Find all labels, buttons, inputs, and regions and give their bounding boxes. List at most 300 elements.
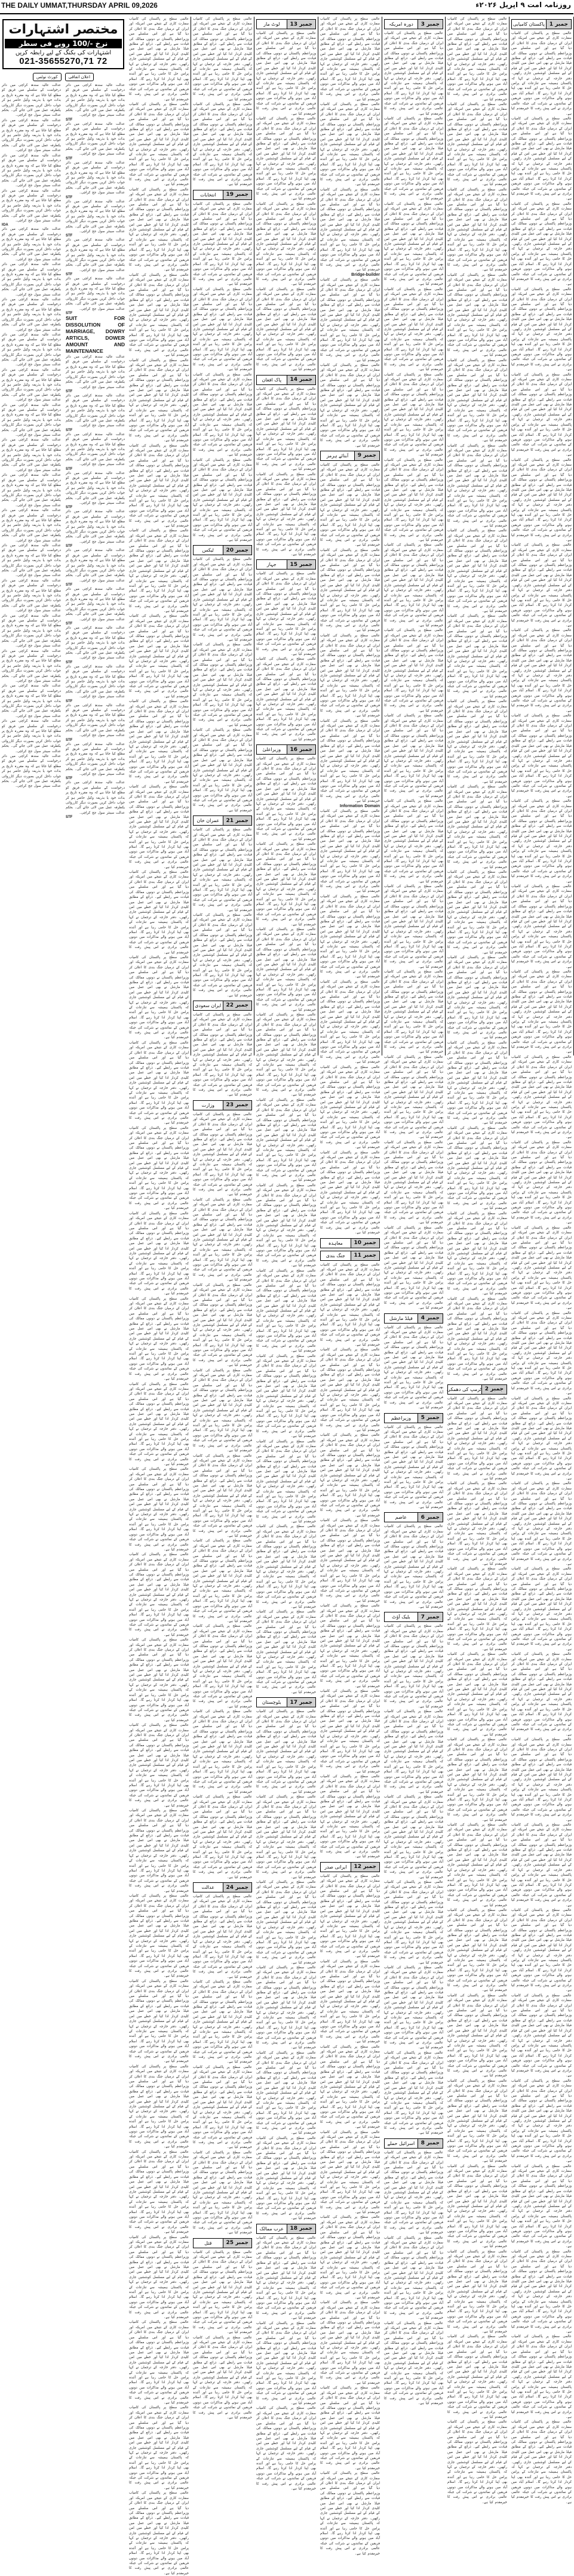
court-notice: عدالت عالیہ سندھ کراچی میں دائر درخواست کے سلسلے میں فریق کو مطلع کیا جاتا ہے کہ وہ مقررہ تاریخ پر بذات خود یا بذریعہ وکیل حاضر ہو کر جواب داخل کریں بصورت دیگر کارروائی یکطرفہ عمل میں لائی جائے گی۔ بحکم عدالت سینئر سول جج کراچی۔ [2,333,61,367]
court-notice: عدالت عالیہ سندھ کراچی میں دائر درخواست کے سلسلے میں فریق کو مطلع کیا جاتا ہے کہ وہ مقررہ تاریخ پر بذات خود یا بذریعہ وکیل حاضر ہو کر جواب داخل کریں بصورت دیگر کارروائی یکطرفہ عمل میں لائی جائے گی۔ بحکم عدالت سینئر سول جج کراچی۔ [2,438,61,472]
serial-label: لوٹ مار [263,21,280,27]
notice-signature: STF [66,621,73,626]
notice-signature: STF [66,273,73,277]
serial-number: جمبر 23 [223,1101,251,1110]
serial-number: جمبر 13 [287,20,315,29]
classified-ads-box [2,19,124,69]
article-text: عالمی سطح پر پاکستان کی کامیاب سفارت کاری کے نتیجے میں امریکہ اور ایران کے درمیان جنگ بندی کا اعلان کر دیا گیا ہے اور اس سلسلے میں وزیراعظم پاکستان نے دونوں ممالک کی قیادت سے رابطے کیے۔ ذرائع کے مطابق فیلڈ مارشل نے بھی اس عمل میں کلیدی کردار ادا کیا اور خطے میں امن کے قیام کے لیے مسلسل کوششیں جاری رکھیں۔ دفتر خارجہ کے ترجمان نے کہا کہ پاکستان ہمیشہ سے تنازعات کے پرامن حل کا حامی رہا ہے اور آئندہ بھی اپنا کردار ادا کرتا رہے گا۔ اسلام آباد میں ہونے والے مذاکرات میں دونوں فریقین کے نمائندوں نے شرکت کی جبکہ عالمی برادری نے اس پیش رفت کا خیرمقدم کیا ہے۔ [256,1269,316,1353]
notice-signature: STF [66,738,73,742]
article-text: عالمی سطح پر پاکستان کی کامیاب سفارت کاری کے نتیجے میں امریکہ اور ایران کے درمیان جنگ بندی کا اعلان کر دیا گیا ہے اور اس سلسلے میں وزیراعظم پاکستان نے دونوں ممالک کی قیادت سے رابطے کیے۔ ذرائع کے مطابق فیلڈ مارشل نے بھی اس عمل میں کلیدی کردار ادا کیا اور خطے میں امن کے قیام کے لیے مسلسل کوششیں جاری رکھیں۔ دفتر خارجہ کے ترجمان نے کہا کہ پاکستان ہمیشہ سے تنازعات کے پرامن حل کا حامی رہا ہے اور آئندہ بھی اپنا کردار ادا کرتا رہے گا۔ اسلام آباد میں ہونے والے مذاکرات میں دونوں فریقین کے نمائندوں نے شرکت کی جبکہ عالمی برادری نے اس پیش رفت کا خیرمقدم کیا ہے۔ [129,2150,189,2235]
serial-number: جمبر 4 [418,1314,443,1323]
article-text: عالمی سطح پر پاکستان کی کامیاب سفارت کاری کے نتیجے میں امریکہ اور ایران کے درمیان جنگ بندی کا اعلان کر دیا گیا ہے اور اس سلسلے میں وزیراعظم پاکستان نے دونوں ممالک کی قیادت سے رابطے کیے۔ ذرائع کے مطابق فیلڈ مارشل نے بھی اس عمل میں کلیدی کردار ادا کیا اور خطے میں امن کے قیام کے لیے مسلسل کوششیں جاری رکھیں۔ دفتر خارجہ کے ترجمان نے کہا کہ پاکستان ہمیشہ سے تنازعات کے پرامن حل کا حامی رہا ہے اور آئندہ بھی اپنا کردار ادا کرتا رہے گا۔ اسلام آباد میں ہونے والے مذاکرات میں دونوں فریقین کے نمائندوں نے شرکت کی جبکہ عالمی برادری نے اس پیش رفت کا خیرمقدم کیا ہے۔ [193,1012,252,1097]
article-text: عالمی سطح پر پاکستان کی کامیاب سفارت کاری کے نتیجے میں امریکہ اور ایران کے درمیان جنگ بندی کا اعلان کر دیا گیا ہے اور اس سلسلے میں وزیراعظم پاکستان نے دونوں ممالک کی قیادت سے رابطے کیے۔ ذرائع کے مطابق فیلڈ مارشل نے بھی اس عمل میں کلیدی کردار ادا کیا اور خطے میں امن کے قیام کے لیے مسلسل کوششیں جاری رکھیں۔ دفتر خارجہ کے ترجمان نے کہا کہ پاکستان ہمیشہ سے تنازعات کے پرامن حل کا حامی رہا ہے اور آئندہ بھی اپنا کردار ادا کرتا رہے گا۔ اسلام آباد میں ہونے والے مذاکرات میں دونوں فریقین کے نمائندوں نے شرکت کی جبکہ عالمی برادری نے اس پیش رفت کا خیرمقدم کیا ہے۔ [447,2420,507,2504]
notice-signature: STF [66,467,73,471]
article-text: عالمی سطح پر پاکستان کی کامیاب سفارت کاری کے نتیجے میں امریکہ اور ایران کے درمیان جنگ بندی کا اعلان کر دیا گیا ہے اور اس سلسلے میں وزیراعظم پاکستان نے دونوں ممالک کی قیادت سے رابطے کیے۔ ذرائع کے مطابق فیلڈ مارشل نے بھی اس عمل میں کلیدی کردار ادا کیا اور خطے میں امن کے قیام کے لیے مسلسل کوششیں جاری رکھیں۔ دفتر خارجہ کے ترجمان نے کہا کہ پاکستان ہمیشہ سے تنازعات کے پرامن حل کا حامی رہا ہے اور آئندہ بھی اپنا کردار ادا کرتا رہے گا۔ اسلام آباد میں ہونے والے مذاکرات میں دونوں فریقین کے نمائندوں نے شرکت کی جبکہ عالمی برادری نے اس پیش رفت کا خیرمقدم کیا ہے۔ [384,629,443,713]
notice-signature: STF [66,506,73,510]
serial-number: جمبر 1 [546,20,571,29]
article-text: عالمی سطح پر پاکستان کی کامیاب سفارت کاری کے نتیجے میں امریکہ اور ایران کے درمیان جنگ بندی کا اعلان کر دیا گیا ہے اور اس سلسلے میں وزیراعظم پاکستان نے دونوں ممالک کی قیادت سے رابطے کیے۔ ذرائع کے مطابق فیلڈ مارشل نے بھی اس عمل میں کلیدی کردار ادا کیا اور خطے میں امن کے قیام کے لیے مسلسل کوششیں جاری رکھیں۔ دفتر خارجہ کے ترجمان نے کہا کہ پاکستان ہمیشہ سے تنازعات کے پرامن حل کا حامی رہا ہے اور آئندہ بھی اپنا کردار ادا کرتا رہے گا۔ اسلام آباد میں ہونے والے مذاکرات میں دونوں فریقین کے نمائندوں نے شرکت کی جبکہ عالمی برادری نے اس پیش رفت کا خیرمقدم کیا ہے۔ [384,32,443,116]
article-text: عالمی سطح پر پاکستان کی کامیاب سفارت کاری کے نتیجے میں امریکہ اور ایران کے درمیان جنگ بندی کا اعلان کر دیا گیا ہے اور اس سلسلے میں وزیراعظم پاکستان نے دونوں ممالک کی قیادت سے رابطے کیے۔ ذرائع کے مطابق فیلڈ مارشل نے بھی اس عمل میں کلیدی کردار ادا کیا اور خطے میں امن کے قیام کے لیے مسلسل کوششیں جاری رکھیں۔ دفتر خارجہ کے ترجمان نے کہا کہ پاکستان ہمیشہ سے تنازعات کے پرامن حل کا حامی رہا ہے اور آئندہ بھی اپنا کردار ادا کرتا رہے گا۔ اسلام آباد میں ہونے والے مذاکرات میں دونوں فریقین کے نمائندوں نے شرکت کی جبکہ عالمی برادری نے اس پیش رفت کا خیرمقدم کیا ہے۔ [256,1098,316,1183]
serial-label: انتخابات [199,192,216,198]
court-notice: عدالت عالیہ سندھ کراچی میں دائر درخواست کے سلسلے میں فریق کو مطلع کیا جاتا ہے کہ وہ مقررہ تاریخ پر بذات خود یا بذریعہ وکیل حاضر ہو کر جواب داخل کریں بصورت دیگر کارروائی یکطرفہ عمل میں لائی جائے گی۔ بحکم عدالت سینئر سول جج کراچی۔ [2,189,61,223]
classified-title: مختصر اشتہارات [8,22,118,37]
article-text: عالمی سطح پر پاکستان کی کامیاب سفارت کاری کے نتیجے میں امریکہ اور ایران کے درمیان جنگ بندی کا اعلان کر دیا گیا ہے اور اس سلسلے میں وزیراعظم پاکستان نے دونوں ممالک کی قیادت سے رابطے کیے۔ ذرائع کے مطابق فیلڈ مارشل نے بھی اس عمل میں کلیدی کردار ادا کیا اور خطے میں امن کے قیام کے لیے مسلسل کوششیں جاری رکھیں۔ دفتر خارجہ کے ترجمان نے کہا کہ پاکستان ہمیشہ سے تنازعات کے پرامن حل کا حامی رہا ہے اور آئندہ بھی اپنا کردار ادا کرتا رہے گا۔ اسلام آباد میں ہونے والے مذاکرات میں دونوں فریقین کے نمائندوں نے شرکت کی جبکہ عالمی برادری نے اس پیش رفت کا خیرمقدم کیا ہے۔ [256,757,316,841]
column-8 [0,17,127,1055]
article-text: عالمی سطح پر پاکستان کی کامیاب سفارت کاری کے نتیجے میں امریکہ اور ایران کے درمیان جنگ بندی کا اعلان کر دیا گیا ہے اور اس سلسلے میں وزیراعظم پاکستان نے دونوں ممالک کی قیادت سے رابطے کیے۔ ذرائع کے مطابق فیلڈ مارشل نے بھی اس عمل میں کلیدی کردار ادا کیا اور خطے میں امن کے قیام کے لیے مسلسل کوششیں جاری رکھیں۔ دفتر خارجہ کے ترجمان نے کہا کہ پاکستان ہمیشہ سے تنازعات کے پرامن حل کا حامی رہا ہے اور آئندہ بھی اپنا کردار ادا کرتا رہے گا۔ اسلام آباد میں ہونے والے مذاکرات میں دونوں فریقین کے نمائندوں نے شرکت کی جبکہ عالمی برادری نے اس پیش رفت کا خیرمقدم کیا ہے۔ [511,799,572,884]
article-text: عالمی سطح پر پاکستان کی کامیاب سفارت کاری کے نتیجے میں امریکہ اور ایران کے درمیان جنگ بندی کا اعلان کر دیا گیا ہے اور اس سلسلے میں وزیراعظم پاکستان نے دونوں ممالک کی قیادت سے رابطے کیے۔ ذرائع کے مطابق فیلڈ مارشل نے بھی اس عمل میں کلیدی کردار ادا کیا اور خطے میں امن کے قیام کے لیے مسلسل کوششیں جاری رکھیں۔ دفتر خارجہ کے ترجمان نے کہا کہ پاکستان ہمیشہ سے تنازعات کے پرامن حل کا حامی رہا ہے اور آئندہ بھی اپنا کردار ادا کرتا رہے گا۔ اسلام آباد میں ہونے والے مذاکرات میں دونوں فریقین کے نمائندوں نے شرکت کی جبکہ عالمی برادری نے اس پیش رفت کا خیرمقدم کیا ہے۔ [320,364,380,448]
article-text: عالمی سطح پر پاکستان کی کامیاب سفارت کاری کے نتیجے میں امریکہ اور ایران کے درمیان جنگ بندی کا اعلان کر دیا گیا ہے اور اس سلسلے میں وزیراعظم پاکستان نے دونوں ممالک کی قیادت سے رابطے کیے۔ ذرائع کے مطابق فیلڈ مارشل نے بھی اس عمل میں کلیدی کردار ادا کیا اور خطے میں امن کے قیام کے لیے مسلسل کوششیں جاری رکھیں۔ دفتر خارجہ کے ترجمان نے کہا کہ پاکستان ہمیشہ سے تنازعات کے پرامن حل کا حامی رہا ہے اور آئندہ بھی اپنا کردار ادا کرتا رہے گا۔ اسلام آباد میں ہونے والے مذاکرات میں دونوں فریقین کے نمائندوں نے شرکت کی جبکہ عالمی برادری نے اس پیش رفت کا خیرمقدم کیا ہے۔ [193,728,252,812]
article-text: عالمی سطح پر پاکستان کی کامیاب سفارت کاری کے نتیجے میں امریکہ اور ایران کے درمیان جنگ بندی کا اعلان کر دیا گیا ہے اور اس سلسلے میں وزیراعظم پاکستان نے دونوں ممالک کی قیادت سے رابطے کیے۔ ذرائع کے مطابق فیلڈ مارشل نے بھی اس عمل میں کلیدی کردار ادا کیا اور خطے میں امن کے قیام کے لیے مسلسل کوششیں جاری رکھیں۔ دفتر خارجہ کے ترجمان نے کہا کہ پاکستان ہمیشہ سے تنازعات کے پرامن حل کا حامی رہا ہے اور آئندہ بھی اپنا کردار ادا کرتا رہے گا۔ اسلام آباد میں ہونے والے مذاکرات میں دونوں فریقین کے نمائندوں نے شرکت کی جبکہ عالمی برادری نے اس پیش رفت کا خیرمقدم کیا ہے۔ [129,1467,189,1552]
court-notice: عدالت عالیہ سندھ کراچی میں دائر درخواست کے سلسلے میں فریق کو مطلع کیا جاتا ہے کہ وہ مقررہ تاریخ پر بذات خود یا بذریعہ وکیل حاضر ہو کر جواب داخل کریں بصورت دیگر کارروائی یکطرفہ عمل میں لائی جائے گی۔ بحکم عدالت سینئر سول جج کراچی۔ [2,649,61,683]
serial-number: جمبر 9 [354,451,379,460]
court-notice: عدالت عالیہ سندھ کراچی میں دائر درخواست کے سلسلے میں فریق کو مطلع کیا جاتا ہے کہ وہ مقررہ تاریخ پر بذات خود یا بذریعہ وکیل حاضر ہو کر جواب داخل کریں بصورت دیگر کارروائی یکطرفہ عمل میں لائی جائے گی۔ بحکم عدالت سینئر سول جج کراچی۔ [66,587,125,621]
serial-label: ایرانی صدر [324,1864,347,1870]
article-text: عالمی سطح پر پاکستان کی کامیاب سفارت کاری کے نتیجے میں امریکہ اور ایران کے درمیان جنگ بندی کا اعلان کر دیا گیا ہے اور اس سلسلے میں وزیراعظم پاکستان نے دونوں ممالک کی قیادت سے رابطے کیے۔ ذرائع کے مطابق فیلڈ مارشل نے بھی اس عمل میں کلیدی کردار ادا کیا اور خطے میں امن کے قیام کے لیے مسلسل کوششیں جاری رکھیں۔ دفتر خارجہ کے ترجمان نے کہا کہ پاکستان ہمیشہ سے تنازعات کے پرامن حل کا حامی رہا ہے اور آئندہ بھی اپنا کردار ادا کرتا رہے گا۔ اسلام آباد میں ہونے والے مذاکرات میں دونوں فریقین کے نمائندوں نے شرکت کی جبکہ عالمی برادری نے اس پیش رفت کا خیرمقدم کیا ہے۔ [129,1211,189,1296]
article-text: عالمی سطح پر پاکستان کی کامیاب سفارت کاری کے نتیجے میں امریکہ اور ایران کے درمیان جنگ بندی کا اعلان کر دیا گیا ہے اور اس سلسلے میں وزیراعظم پاکستان نے دونوں ممالک کی قیادت سے رابطے کیے۔ ذرائع کے مطابق فیلڈ مارشل نے بھی اس عمل میں کلیدی کردار ادا کیا اور خطے میں امن کے قیام کے لیے مسلسل کوششیں جاری رکھیں۔ دفتر خارجہ کے ترجمان نے کہا کہ پاکستان ہمیشہ سے تنازعات کے پرامن حل کا حامی رہا ہے اور آئندہ بھی اپنا کردار ادا کرتا رہے گا۔ اسلام آباد میں ہونے والے مذاکرات میں دونوں فریقین کے نمائندوں نے شرکت کی جبکہ عالمی برادری نے اس پیش رفت کا خیرمقدم کیا ہے۔ [320,1065,380,1150]
article-text: عالمی سطح پر پاکستان کی کامیاب سفارت کاری کے نتیجے میں امریکہ اور ایران کے درمیان جنگ بندی کا اعلان کر دیا گیا ہے اور اس سلسلے میں وزیراعظم پاکستان نے دونوں ممالک کی قیادت سے رابطے کیے۔ ذرائع کے مطابق فیلڈ مارشل نے بھی اس عمل میں کلیدی کردار ادا کیا اور خطے میں امن کے قیام کے لیے مسلسل کوششیں جاری رکھیں۔ دفتر خارجہ کے ترجمان نے کہا کہ پاکستان ہمیشہ سے تنازعات کے پرامن حل کا حامی رہا ہے اور آئندہ بھی اپنا کردار ادا کرتا رہے گا۔ اسلام آباد میں ہونے والے مذاکرات میں دونوں فریقین کے نمائندوں نے شرکت کی جبکہ عالمی برادری نے اس پیش رفت کا خیرمقدم کیا ہے۔ [447,358,507,443]
notice-signature: STF [66,815,73,820]
serial-heading [384,2138,443,2149]
article-text: عالمی سطح پر پاکستان کی کامیاب سفارت کاری کے نتیجے میں امریکہ اور ایران کے درمیان جنگ بندی کا اعلان کر دیا گیا ہے اور اس سلسلے میں وزیراعظم پاکستان نے دونوں ممالک کی قیادت سے رابطے کیے۔ ذرائع کے مطابق فیلڈ مارشل نے بھی اس عمل میں کلیدی کردار ادا کیا اور خطے میں امن کے قیام کے لیے مسلسل کوششیں جاری رکھیں۔ دفتر خارجہ کے ترجمان نے کہا کہ پاکستان ہمیشہ سے تنازعات کے پرامن حل کا حامی رہا ہے اور آئندہ بھی اپنا کردار ادا کرتا رہے گا۔ اسلام آباد میں ہونے والے مذاکرات میں دونوں فریقین کے نمائندوں نے شرکت کی جبکہ عالمی برادری نے اس پیش رفت کا خیرمقدم کیا ہے۔ [447,1908,507,1993]
court-notice: عدالت عالیہ سندھ کراچی میں دائر درخواست کے سلسلے میں فریق کو مطلع کیا جاتا ہے کہ وہ مقررہ تاریخ پر بذات خود یا بذریعہ وکیل حاضر ہو کر جواب داخل کریں بصورت دیگر کارروائی یکطرفہ عمل میں لائی جائے گی۔ بحکم عدالت سینئر سول جج کراچی۔ [66,122,125,156]
article-text: عالمی سطح پر پاکستان کی کامیاب سفارت کاری کے نتیجے میں امریکہ اور ایران کے درمیان جنگ بندی کا اعلان کر دیا گیا ہے اور اس سلسلے میں وزیراعظم پاکستان نے دونوں ممالک کی قیادت سے رابطے کیے۔ ذرائع کے مطابق فیلڈ مارشل نے بھی اس عمل میں کلیدی کردار ادا کیا اور خطے میں امن کے قیام کے لیے مسلسل کوششیں جاری رکھیں۔ دفتر خارجہ کے ترجمان نے کہا کہ پاکستان ہمیشہ سے تنازعات کے پرامن حل کا حامی رہا ہے اور آئندہ بھی اپنا کردار ادا کرتا رہے گا۔ اسلام آباد میں ہونے والے مذاکرات میں دونوں فریقین کے نمائندوں نے شرکت کی جبکہ عالمی برادری نے اس پیش رفت کا خیرمقدم کیا ہے۔ [256,2406,316,2491]
serial-number: جمبر 7 [418,1612,443,1621]
article-text: عالمی سطح پر پاکستان کی کامیاب سفارت کاری کے نتیجے میں امریکہ اور ایران کے درمیان جنگ بندی کا اعلان کر دیا گیا ہے اور اس سلسلے میں وزیراعظم پاکستان نے دونوں ممالک کی قیادت سے رابطے کیے۔ ذرائع کے مطابق فیلڈ مارشل نے بھی اس عمل میں کلیدی کردار ادا کیا اور خطے میں امن کے قیام کے لیے مسلسل کوششیں جاری رکھیں۔ دفتر خارجہ کے ترجمان نے کہا کہ پاکستان ہمیشہ سے تنازعات کے پرامن حل کا حامی رہا ہے اور آئندہ بھی اپنا کردار ادا کرتا رہے گا۔ اسلام آباد میں ہونے والے مذاکرات میں دونوں فریقین کے نمائندوں نے شرکت کی جبکہ عالمی برادری نے اس پیش رفت کا خیرمقدم کیا ہے۔ [256,2136,316,2221]
article-text: عالمی سطح پر پاکستان کی کامیاب سفارت کاری کے نتیجے میں امریکہ اور ایران کے درمیان جنگ بندی کا اعلان کر دیا گیا ہے اور اس سلسلے میں وزیراعظم پاکستان نے دونوں ممالک کی قیادت سے رابطے کیے۔ ذرائع کے مطابق فیلڈ مارشل نے بھی اس عمل میں کلیدی کردار ادا کیا اور خطے میں امن کے قیام کے لیے مسلسل کوششیں جاری رکھیں۔ دفتر خارجہ کے ترجمان نے کہا کہ پاکستان ہمیشہ سے تنازعات کے پرامن حل کا حامی رہا ہے اور آئندہ بھی اپنا کردار ادا کرتا رہے گا۔ اسلام آباد میں ہونے والے مذاکرات میں دونوں فریقین کے نمائندوں نے شرکت کی جبکہ عالمی برادری نے اس پیش رفت کا خیرمقدم کیا ہے۔ [320,980,380,1064]
article-text: عالمی سطح پر پاکستان کی کامیاب سفارت کاری کے نتیجے میں امریکہ اور ایران کے درمیان جنگ بندی کا اعلان کر دیا گیا ہے اور اس سلسلے میں وزیراعظم پاکستان نے دونوں ممالک کی قیادت سے رابطے کیے۔ ذرائع کے مطابق فیلڈ مارشل نے بھی اس عمل میں کلیدی کردار ادا کیا اور خطے میں امن کے قیام کے لیے مسلسل کوششیں جاری رکھیں۔ دفتر خارجہ کے ترجمان نے کہا کہ پاکستان ہمیشہ سے تنازعات کے پرامن حل کا حامی رہا ہے اور آئندہ بھی اپنا کردار ادا کرتا رہے گا۔ اسلام آباد میں ہونے والے مذاکرات میں دونوں فریقین کے نمائندوں نے شرکت کی جبکہ عالمی برادری نے اس پیش رفت کا خیرمقدم کیا ہے۔ [384,2051,443,2135]
article-text: عالمی سطح پر پاکستان کی کامیاب سفارت کاری کے نتیجے میں امریکہ اور ایران کے درمیان جنگ بندی کا اعلان کر دیا گیا ہے اور اس سلسلے میں وزیراعظم پاکستان نے دونوں ممالک کی قیادت سے رابطے کیے۔ ذرائع کے مطابق فیلڈ مارشل نے بھی اس عمل میں کلیدی کردار ادا کیا اور خطے میں امن کے قیام کے لیے مسلسل کوششیں جاری رکھیں۔ دفتر خارجہ کے ترجمان نے کہا کہ پاکستان ہمیشہ سے تنازعات کے پرامن حل کا حامی رہا ہے اور آئندہ بھی اپنا کردار ادا کرتا رہے گا۔ اسلام آباد میں ہونے والے مذاکرات میں دونوں فریقین کے نمائندوں نے شرکت کی جبکہ عالمی برادری نے اس پیش رفت کا خیرمقدم کیا ہے۔ [193,373,252,457]
notice-signature: STF [66,389,73,393]
article-text: عالمی سطح پر پاکستان کی کامیاب سفارت کاری کے نتیجے میں امریکہ اور ایران کے درمیان جنگ بندی کا اعلان کر دیا گیا ہے اور اس سلسلے میں وزیراعظم پاکستان نے دونوں ممالک کی قیادت سے رابطے کیے۔ ذرائع کے مطابق فیلڈ مارشل نے بھی اس عمل میں کلیدی کردار ادا کیا اور خطے میں امن کے قیام کے لیے مسلسل کوششیں جاری رکھیں۔ دفتر خارجہ کے ترجمان نے کہا کہ پاکستان ہمیشہ سے تنازعات کے پرامن حل کا حامی رہا ہے اور آئندہ بھی اپنا کردار ادا کرتا رہے گا۔ اسلام آباد میں ہونے والے مذاکرات میں دونوں فریقین کے نمائندوں نے شرکت کی جبکہ عالمی برادری نے اس پیش رفت کا خیرمقدم کیا ہے۔ [447,187,507,272]
serial-number: جمبر 20 [223,546,251,555]
article-text: عالمی سطح پر پاکستان کی کامیاب سفارت کاری کے نتیجے میں امریکہ اور ایران کے درمیان جنگ بندی کا اعلان کر دیا گیا ہے اور اس سلسلے میں وزیراعظم پاکستان نے دونوں ممالک کی قیادت سے رابطے کیے۔ ذرائع کے مطابق فیلڈ مارشل نے بھی اس عمل میں کلیدی کردار ادا کیا اور خطے میں امن کے قیام کے لیے مسلسل کوششیں جاری رکھیں۔ دفتر خارجہ کے ترجمان نے کہا کہ پاکستان ہمیشہ سے تنازعات کے پرامن حل کا حامی رہا ہے اور آئندہ بھی اپنا کردار ادا کرتا رہے گا۔ اسلام آباد میں ہونے والے مذاکرات میں دونوں فریقین کے نمائندوں نے شرکت کی جبکہ عالمی برادری نے اس پیش رفت کا خیرمقدم کیا ہے۔ [447,17,507,101]
article-text: عالمی سطح پر پاکستان کی کامیاب سفارت کاری کے نتیجے میں امریکہ اور ایران کے درمیان جنگ بندی کا اعلان کر دیا گیا ہے اور اس سلسلے میں وزیراعظم پاکستان نے دونوں ممالک کی قیادت سے رابطے کیے۔ ذرائع کے مطابق فیلڈ مارشل نے بھی اس عمل میں کلیدی کردار ادا کیا اور خطے میں امن کے قیام کے لیے مسلسل کوششیں جاری رکھیں۔ دفتر خارجہ کے ترجمان نے کہا کہ پاکستان ہمیشہ سے تنازعات کے پرامن حل کا حامی رہا ہے اور آئندہ بھی اپنا کردار ادا کرتا رہے گا۔ اسلام آباد میں ہونے والے مذاکرات میں دونوں فریقین کے نمائندوں نے شرکت کی جبکہ عالمی برادری نے اس پیش رفت کا خیرمقدم کیا ہے۔ [320,2472,380,2556]
bridge-builder-note: Bridge-builder [351,272,380,277]
court-notice: عدالت عالیہ سندھ کراچی میں دائر درخواست کے سلسلے میں فریق کو مطلع کیا جاتا ہے کہ وہ مقررہ تاریخ پر بذات خود یا بذریعہ وکیل حاضر ہو کر جواب داخل کریں بصورت دیگر کارروائی یکطرفہ عمل میں لائی جائے گی۔ بحکم عدالت سینئر سول جج کراچی۔ [2,755,61,789]
court-notice: عدالت عالیہ سندھ کراچی میں دائر درخواست کے سلسلے میں فریق کو مطلع کیا جاتا ہے کہ وہ مقررہ تاریخ پر بذات خود یا بذریعہ وکیل حاضر ہو کر جواب داخل کریں بصورت دیگر کارروائی یکطرفہ عمل میں لائی جائے گی۔ بحکم عدالت سینئر سول جج کراچی۔ [66,355,125,389]
serial-number: جمبر 10 [351,1239,379,1248]
serial-label: پاکستان کامیابی [512,21,545,27]
article-text: عالمی سطح پر پاکستان کی کامیاب سفارت کاری کے نتیجے میں امریکہ اور ایران کے درمیان جنگ بندی کا اعلان کر دیا گیا ہے اور اس سلسلے میں وزیراعظم پاکستان نے دونوں ممالک کی قیادت سے رابطے کیے۔ ذرائع کے مطابق فیلڈ مارشل نے بھی اس عمل میں کلیدی کردار ادا کیا اور خطے میں امن کے قیام کے لیے مسلسل کوششیں جاری رکھیں۔ دفتر خارجہ کے ترجمان نے کہا کہ پاکستان ہمیشہ سے تنازعات کے پرامن حل کا حامی رہا ہے اور آئندہ بھی اپنا کردار ادا کرتا رہے گا۔ اسلام آباد میں ہونے والے مذاکرات میں دونوں فریقین کے نمائندوں نے شرکت کی جبکہ عالمی برادری نے اس پیش رفت کا خیرمقدم کیا ہے۔ [511,1908,572,1993]
notice-stamp: کورٹ نوٹس [33,73,62,81]
article-text: عالمی سطح پر پاکستان کی کامیاب سفارت کاری کے نتیجے میں امریکہ اور ایران کے درمیان جنگ بندی کا اعلان کر دیا گیا ہے اور اس سلسلے میں وزیراعظم پاکستان نے دونوں ممالک کی قیادت سے رابطے کیے۔ ذرائع کے مطابق فیلڈ مارشل نے بھی اس عمل میں کلیدی کردار ادا کیا اور خطے میں امن کے قیام کے لیے مسلسل کوششیں جاری رکھیں۔ دفتر خارجہ کے ترجمان نے کہا کہ پاکستان ہمیشہ سے تنازعات کے پرامن حل کا حامی رہا ہے اور آئندہ بھی اپنا کردار ادا کرتا رہے گا۔ اسلام آباد میں ہونے والے مذاکرات میں دونوں فریقین کے نمائندوں نے شرکت کی جبکہ عالمی برادری نے اس پیش رفت کا خیرمقدم کیا ہے۔ [320,1150,380,1235]
article-text: عالمی سطح پر پاکستان کی کامیاب سفارت کاری کے نتیجے میں امریکہ اور ایران کے درمیان جنگ بندی کا اعلان کر دیا گیا ہے اور اس سلسلے میں وزیراعظم پاکستان نے دونوں ممالک کی قیادت سے رابطے کیے۔ ذرائع کے مطابق فیلڈ مارشل نے بھی اس عمل میں کلیدی کردار ادا کیا اور خطے میں امن کے قیام کے لیے مسلسل کوششیں جاری رکھیں۔ دفتر خارجہ کے ترجمان نے کہا کہ پاکستان ہمیشہ سے تنازعات کے پرامن حل کا حامی رہا ہے اور آئندہ بھی اپنا کردار ادا کرتا رہے گا۔ اسلام آباد میں ہونے والے مذاکرات میں دونوں فریقین کے نمائندوں نے شرکت کی جبکہ عالمی برادری نے اس پیش رفت کا خیرمقدم کیا ہے۔ [129,273,189,358]
article-text: عالمی سطح پر پاکستان کی کامیاب سفارت کاری کے نتیجے میں امریکہ اور ایران کے درمیان جنگ بندی کا اعلان کر دیا گیا ہے اور اس سلسلے میں وزیراعظم پاکستان نے دونوں ممالک کی قیادت سے رابطے کیے۔ ذرائع کے مطابق فیلڈ مارشل نے بھی اس عمل میں کلیدی کردار ادا کیا اور خطے میں امن کے قیام کے لیے مسلسل کوششیں جاری رکھیں۔ دفتر خارجہ کے ترجمان نے کہا کہ پاکستان ہمیشہ سے تنازعات کے پرامن حل کا حامی رہا ہے اور آئندہ بھی اپنا کردار ادا کرتا رہے گا۔ اسلام آباد میں ہونے والے مذاکرات میں دونوں فریقین کے نمائندوں نے شرکت کی جبکہ عالمی برادری نے اس پیش رفت کا خیرمقدم کیا ہے۔ [320,463,380,547]
article-text: عالمی سطح پر پاکستان کی کامیاب سفارت کاری کے نتیجے میں امریکہ اور ایران کے درمیان جنگ بندی کا اعلان کر دیا گیا ہے اور اس سلسلے میں وزیراعظم پاکستان نے دونوں ممالک کی قیادت سے رابطے کیے۔ ذرائع کے مطابق فیلڈ مارشل نے بھی اس عمل میں کلیدی کردار ادا کیا اور خطے میں امن کے قیام کے لیے مسلسل کوششیں جاری رکھیں۔ دفتر خارجہ کے ترجمان نے کہا کہ پاکستان ہمیشہ سے تنازعات کے پرامن حل کا حامی رہا ہے اور آئندہ بھی اپنا کردار ادا کرتا رہے گا۔ اسلام آباد میں ہونے والے مذاکرات میں دونوں فریقین کے نمائندوں نے شرکت کی جبکہ عالمی برادری نے اس پیش رفت کا خیرمقدم کیا ہے۔ [320,1519,380,1603]
article-text: عالمی سطح پر پاکستان کی کامیاب سفارت کاری کے نتیجے میں امریکہ اور ایران کے درمیان جنگ بندی کا اعلان کر دیا گیا ہے اور اس سلسلے میں وزیراعظم پاکستان نے دونوں ممالک کی قیادت سے رابطے کیے۔ ذرائع کے مطابق فیلڈ مارشل نے بھی اس عمل میں کلیدی کردار ادا کیا اور خطے میں امن کے قیام کے لیے مسلسل کوششیں جاری رکھیں۔ دفتر خارجہ کے ترجمان نے کہا کہ پاکستان ہمیشہ سے تنازعات کے پرامن حل کا حامی رہا ہے اور آئندہ بھی اپنا کردار ادا کرتا رہے گا۔ اسلام آباد میں ہونے والے مذاکرات میں دونوں فریقین کے نمائندوں نے شرکت کی جبکہ عالمی برادری نے اس پیش رفت کا خیرمقدم کیا ہے۔ [447,2164,507,2249]
article-text: عالمی سطح پر پاکستان کی کامیاب سفارت کاری کے نتیجے میں امریکہ اور ایران کے درمیان جنگ بندی کا اعلان کر دیا گیا ہے اور اس سلسلے میں وزیراعظم پاکستان نے دونوں ممالک کی قیادت سے رابطے کیے۔ ذرائع کے مطابق فیلڈ مارشل نے بھی اس عمل میں کلیدی کردار ادا کیا اور خطے میں امن کے قیام کے لیے مسلسل کوششیں جاری رکھیں۔ دفتر خارجہ کے ترجمان نے کہا کہ پاکستان ہمیشہ سے تنازعات کے پرامن حل کا حامی رہا ہے اور آئندہ بھی اپنا کردار ادا کرتا رہے گا۔ اسلام آباد میں ہونے والے مذاکرات میں دونوں فریقین کے نمائندوں نے شرکت کی جبکہ عالمی برادری نے اس پیش رفت کا خیرمقدم کیا ہے۔ [447,1567,507,1651]
serial-heading [320,1251,380,1261]
serial-label: عاصم [395,1515,407,1521]
column-5 [254,17,318,2491]
masthead-urdu: روزنامہ امت ۹ اپریل ۲۰۲۶ء [475,1,571,9]
article-text: عالمی سطح پر پاکستان کی کامیاب سفارت کاری کے نتیجے میں امریکہ اور ایران کے درمیان جنگ بندی کا اعلان کر دیا گیا ہے اور اس سلسلے میں وزیراعظم پاکستان نے دونوں ممالک کی قیادت سے رابطے کیے۔ ذرائع کے مطابق فیلڈ مارشل نے بھی اس عمل میں کلیدی کردار ادا کیا اور خطے میں امن کے قیام کے لیے مسلسل کوششیں جاری رکھیں۔ دفتر خارجہ کے ترجمان نے کہا کہ پاکستان ہمیشہ سے تنازعات کے پرامن حل کا حامی رہا ہے اور آئندہ بھی اپنا کردار ادا کرتا رہے گا۔ اسلام آباد میں ہونے والے مذاکرات میں دونوں فریقین کے نمائندوں نے شرکت کی جبکہ عالمی برادری نے اس پیش رفت کا خیرمقدم کیا ہے۔ [256,2321,316,2406]
article-text: عالمی سطح پر پاکستان کی کامیاب سفارت کاری کے نتیجے میں امریکہ اور ایران کے درمیان جنگ بندی کا اعلان کر دیا گیا ہے اور اس سلسلے میں وزیراعظم پاکستان نے دونوں ممالک کی قیادت سے رابطے کیے۔ ذرائع کے مطابق فیلڈ مارشل نے بھی اس عمل میں کلیدی کردار ادا کیا اور خطے میں امن کے قیام کے لیے مسلسل کوششیں جاری رکھیں۔ دفتر خارجہ کے ترجمان نے کہا کہ پاکستان ہمیشہ سے تنازعات کے پرامن حل کا حامی رہا ہے اور آئندہ بھی اپنا کردار ادا کرتا رہے گا۔ اسلام آباد میں ہونے والے مذاکرات میں دونوں فریقین کے نمائندوں نے شرکت کی جبکہ عالمی برادری نے اس پیش رفت کا خیرمقدم کیا ہے۔ [320,809,380,894]
article-text: عالمی سطح پر پاکستان کی کامیاب سفارت کاری کے نتیجے میں امریکہ اور ایران کے درمیان جنگ بندی کا اعلان کر دیا گیا ہے اور اس سلسلے میں وزیراعظم پاکستان نے دونوں ممالک کی قیادت سے رابطے کیے۔ ذرائع کے مطابق فیلڈ مارشل نے بھی اس عمل میں کلیدی کردار ادا کیا اور خطے میں امن کے قیام کے لیے مسلسل کوششیں جاری رکھیں۔ دفتر خارجہ کے ترجمان نے کہا کہ پاکستان ہمیشہ سے تنازعات کے پرامن حل کا حامی رہا ہے اور آئندہ بھی اپنا کردار ادا کرتا رہے گا۔ اسلام آباد میں ہونے والے مذاکرات میں دونوں فریقین کے نمائندوں نے شرکت کی جبکہ عالمی برادری نے اس پیش رفت کا خیرمقدم کیا ہے۔ [193,1368,252,1453]
serial-heading [193,1100,252,1110]
suit-notice-english: SUIT FOR DISSOLUTION OF MARRIAGE, DOWRY ARTICLS, DOWER AMOUNT AND MAINTENANCE [66,315,125,355]
article-text: عالمی سطح پر پاکستان کی کامیاب سفارت کاری کے نتیجے میں امریکہ اور ایران کے درمیان جنگ بندی کا اعلان کر دیا گیا ہے اور اس سلسلے میں وزیراعظم پاکستان نے دونوں ممالک کی قیادت سے رابطے کیے۔ ذرائع کے مطابق فیلڈ مارشل نے بھی اس عمل میں کلیدی کردار ادا کیا اور خطے میں امن کے قیام کے لیے مسلسل کوششیں جاری رکھیں۔ دفتر خارجہ کے ترجمان نے کہا کہ پاکستان ہمیشہ سے تنازعات کے پرامن حل کا حامی رہا ہے اور آئندہ بھی اپنا کردار ادا کرتا رہے گا۔ اسلام آباد میں ہونے والے مذاکرات میں دونوں فریقین کے نمائندوں نے شرکت کی جبکہ عالمی برادری نے اس پیش رفت کا خیرمقدم کیا ہے۔ [384,1881,443,1965]
article-text: عالمی سطح پر پاکستان کی کامیاب سفارت کاری کے نتیجے میں امریکہ اور ایران کے درمیان جنگ بندی کا اعلان کر دیا گیا ہے اور اس سلسلے میں وزیراعظم پاکستان نے دونوں ممالک کی قیادت سے رابطے کیے۔ ذرائع کے مطابق فیلڈ مارشل نے بھی اس عمل میں کلیدی کردار ادا کیا اور خطے میں امن کے قیام کے لیے مسلسل کوششیں جاری رکھیں۔ دفتر خارجہ کے ترجمان نے کہا کہ پاکستان ہمیشہ سے تنازعات کے پرامن حل کا حامی رہا ہے اور آئندہ بھی اپنا کردار ادا کرتا رہے گا۔ اسلام آباد میں ہونے والے مذاکرات میں دونوں فریقین کے نمائندوں نے شرکت کی جبکہ عالمی برادری نے اس پیش رفت کا خیرمقدم کیا ہے۔ [256,32,316,116]
article-text: عالمی سطح پر پاکستان کی کامیاب سفارت کاری کے نتیجے میں امریکہ اور ایران کے درمیان جنگ بندی کا اعلان کر دیا گیا ہے اور اس سلسلے میں وزیراعظم پاکستان نے دونوں ممالک کی قیادت سے رابطے کیے۔ ذرائع کے مطابق فیلڈ مارشل نے بھی اس عمل میں کلیدی کردار ادا کیا اور خطے میں امن کے قیام کے لیے مسلسل کوششیں جاری رکھیں۔ دفتر خارجہ کے ترجمان نے کہا کہ پاکستان ہمیشہ سے تنازعات کے پرامن حل کا حامی رہا ہے اور آئندہ بھی اپنا کردار ادا کرتا رہے گا۔ اسلام آباد میں ہونے والے مذاکرات میں دونوں فریقین کے نمائندوں نے شرکت کی جبکہ عالمی برادری نے اس پیش رفت کا خیرمقدم کیا ہے۔ [193,1980,252,2064]
article-text: عالمی سطح پر پاکستان کی کامیاب سفارت کاری کے نتیجے میں امریکہ اور ایران کے درمیان جنگ بندی کا اعلان کر دیا گیا ہے اور اس سلسلے میں وزیراعظم پاکستان نے دونوں ممالک کی قیادت سے رابطے کیے۔ ذرائع کے مطابق فیلڈ مارشل نے بھی اس عمل میں کلیدی کردار ادا کیا اور خطے میں امن کے قیام کے لیے مسلسل کوششیں جاری رکھیں۔ دفتر خارجہ کے ترجمان نے کہا کہ پاکستان ہمیشہ سے تنازعات کے پرامن حل کا حامی رہا ہے اور آئندہ بھی اپنا کردار ادا کرتا رہے گا۔ اسلام آباد میں ہونے والے مذاکرات میں دونوں فریقین کے نمائندوں نے شرکت کی جبکہ عالمی برادری نے اس پیش رفت کا خیرمقدم کیا ہے۔ [447,102,507,187]
article-text: عالمی سطح پر پاکستان کی کامیاب سفارت کاری کے نتیجے میں امریکہ اور ایران کے درمیان جنگ بندی کا اعلان کر دیا گیا ہے اور اس سلسلے میں وزیراعظم پاکستان نے دونوں ممالک کی قیادت سے رابطے کیے۔ ذرائع کے مطابق فیلڈ مارشل نے بھی اس عمل میں کلیدی کردار ادا کیا اور خطے میں امن کے قیام کے لیے مسلسل کوششیں جاری رکھیں۔ دفتر خارجہ کے ترجمان نے کہا کہ پاکستان ہمیشہ سے تنازعات کے پرامن حل کا حامی رہا ہے اور آئندہ بھی اپنا کردار ادا کرتا رہے گا۔ اسلام آباد میں ہونے والے مذاکرات میں دونوں فریقین کے نمائندوں نے شرکت کی جبکہ عالمی برادری نے اس پیش رفت کا خیرمقدم کیا ہے۔ [256,657,316,741]
article-text: عالمی سطح پر پاکستان کی کامیاب سفارت کاری کے نتیجے میں امریکہ اور ایران کے درمیان جنگ بندی کا اعلان کر دیا گیا ہے اور اس سلسلے میں وزیراعظم پاکستان نے دونوں ممالک کی قیادت سے رابطے کیے۔ ذرائع کے مطابق فیلڈ مارشل نے بھی اس عمل میں کلیدی کردار ادا کیا اور خطے میں امن کے قیام کے لیے مسلسل کوششیں جاری رکھیں۔ دفتر خارجہ کے ترجمان نے کہا کہ پاکستان ہمیشہ سے تنازعات کے پرامن حل کا حامی رہا ہے اور آئندہ بھی اپنا کردار ادا کرتا رہے گا۔ اسلام آباد میں ہونے والے مذاکرات میں دونوں فریقین کے نمائندوں نے شرکت کی جبکہ عالمی برادری نے اس پیش رفت کا خیرمقدم کیا ہے۔ [511,970,572,1054]
article-text: عالمی سطح پر پاکستان کی کامیاب سفارت کاری کے نتیجے میں امریکہ اور ایران کے درمیان جنگ بندی کا اعلان کر دیا گیا ہے اور اس سلسلے میں وزیراعظم پاکستان نے دونوں ممالک کی قیادت سے رابطے کیے۔ ذرائع کے مطابق فیلڈ مارشل نے بھی اس عمل میں کلیدی کردار ادا کیا اور خطے میں امن کے قیام کے لیے مسلسل کوششیں جاری رکھیں۔ دفتر خارجہ کے ترجمان نے کہا کہ پاکستان ہمیشہ سے تنازعات کے پرامن حل کا حامی رہا ہے اور آئندہ بھی اپنا کردار ادا کرتا رہے گا۔ اسلام آباد میں ہونے والے مذاکرات میں دونوں فریقین کے نمائندوں نے شرکت کی جبکہ عالمی برادری نے اس پیش رفت کا خیرمقدم کیا ہے۔ [193,828,252,912]
article-text: عالمی سطح پر پاکستان کی کامیاب سفارت کاری کے نتیجے میں امریکہ اور ایران کے درمیان جنگ بندی کا اعلان کر دیا گیا ہے اور اس سلسلے میں وزیراعظم پاکستان نے دونوں ممالک کی قیادت سے رابطے کیے۔ ذرائع کے مطابق فیلڈ مارشل نے بھی اس عمل میں کلیدی کردار ادا کیا اور خطے میں امن کے قیام کے لیے مسلسل کوششیں جاری رکھیں۔ دفتر خارجہ کے ترجمان نے کہا کہ پاکستان ہمیشہ سے تنازعات کے پرامن حل کا حامی رہا ہے اور آئندہ بھی اپنا کردار ادا کرتا رہے گا۔ اسلام آباد میں ہونے والے مذاکرات میں دونوں فریقین کے نمائندوں نے شرکت کی جبکہ عالمی برادری نے اس پیش رفت کا خیرمقدم کیا ہے۔ [193,1710,252,1794]
court-notice: عدالت عالیہ سندھ کراچی میں دائر درخواست کے سلسلے میں فریق کو مطلع کیا جاتا ہے کہ وہ مقررہ تاریخ پر بذات خود یا بذریعہ وکیل حاضر ہو کر جواب داخل کریں بصورت دیگر کارروائی یکطرفہ عمل میں لائی جائے گی۔ بحکم عدالت سینئر سول جج کراچی۔ [2,719,61,753]
court-notice: عدالت عالیہ سندھ کراچی میں دائر درخواست کے سلسلے میں فریق کو مطلع کیا جاتا ہے کہ وہ مقررہ تاریخ پر بذات خود یا بذریعہ وکیل حاضر ہو کر جواب داخل کریں بصورت دیگر کارروائی یکطرفہ عمل میں لائی جائے گی۔ بحکم عدالت سینئر سول جج کراچی۔ [66,626,125,660]
notice-signature: STF [66,699,73,703]
article-text: عالمی سطح پر پاکستان کی کامیاب سفارت کاری کے نتیجے میں امریکہ اور ایران کے درمیان جنگ بندی کا اعلان کر دیا گیا ہے اور اس سلسلے میں وزیراعظم پاکستان نے دونوں ممالک کی قیادت سے رابطے کیے۔ ذرائع کے مطابق فیلڈ مارشل نے بھی اس عمل میں کلیدی کردار ادا کیا اور خطے میں امن کے قیام کے لیے مسلسل کوششیں جاری رکھیں۔ دفتر خارجہ کے ترجمان نے کہا کہ پاکستان ہمیشہ سے تنازعات کے پرامن حل کا حامی رہا ہے اور آئندہ بھی اپنا کردار ادا کرتا رہے گا۔ اسلام آباد میں ہونے والے مذاکرات میں دونوں فریقین کے نمائندوں نے شرکت کی جبکہ عالمی برادری نے اس پیش رفت کا خیرمقدم کیا ہے۔ [384,543,443,627]
serial-label: قتل [204,2240,212,2246]
article-text: عالمی سطح پر پاکستان کی کامیاب سفارت کاری کے نتیجے میں امریکہ اور ایران کے درمیان جنگ بندی کا اعلان کر دیا گیا ہے اور اس سلسلے میں وزیراعظم پاکستان نے دونوں ممالک کی قیادت سے رابطے کیے۔ ذرائع کے مطابق فیلڈ مارشل نے بھی اس عمل میں کلیدی کردار ادا کیا اور خطے میں امن کے قیام کے لیے مسلسل کوششیں جاری رکھیں۔ دفتر خارجہ کے ترجمان نے کہا کہ پاکستان ہمیشہ سے تنازعات کے پرامن حل کا حامی رہا ہے اور آئندہ بھی اپنا کردار ادا کرتا رہے گا۔ اسلام آباد میں ہونے والے مذاکرات میں دونوں فریقین کے نمائندوں نے شرکت کی جبکہ عالمی برادری نے اس پیش رفت کا خیرمقدم کیا ہے۔ [511,287,572,372]
serial-number: جمبر 14 [287,376,315,384]
serial-label: ٹرمپ کی دھمکی [446,1386,481,1392]
court-notice: عدالت عالیہ سندھ کراچی میں دائر درخواست کے سلسلے میں فریق کو مطلع کیا جاتا ہے کہ وہ مقررہ تاریخ پر بذات خود یا بذریعہ وکیل حاضر ہو کر جواب داخل کریں بصورت دیگر کارروائی یکطرفہ عمل میں لائی جائے گی۔ بحکم عدالت سینئر سول جج کراچی۔ [66,549,125,583]
article-text: عالمی سطح پر پاکستان کی کامیاب سفارت کاری کے نتیجے میں امریکہ اور ایران کے درمیان جنگ بندی کا اعلان کر دیا گیا ہے اور اس سلسلے میں وزیراعظم پاکستان نے دونوں ممالک کی قیادت سے رابطے کیے۔ ذرائع کے مطابق فیلڈ مارشل نے بھی اس عمل میں کلیدی کردار ادا کیا اور خطے میں امن کے قیام کے لیے مسلسل کوششیں جاری رکھیں۔ دفتر خارجہ کے ترجمان نے کہا کہ پاکستان ہمیشہ سے تنازعات کے پرامن حل کا حامی رہا ہے اور آئندہ بھی اپنا کردار ادا کرتا رہے گا۔ اسلام آباد میں ہونے والے مذاکرات میں دونوں فریقین کے نمائندوں نے شرکت کی جبکہ عالمی برادری نے اس پیش رفت کا خیرمقدم کیا ہے۔ [384,714,443,798]
article-text: عالمی سطح پر پاکستان کی کامیاب سفارت کاری کے نتیجے میں امریکہ اور ایران کے درمیان جنگ بندی کا اعلان کر دیا گیا ہے اور اس سلسلے میں وزیراعظم پاکستان نے دونوں ممالک کی قیادت سے رابطے کیے۔ ذرائع کے مطابق فیلڈ مارشل نے بھی اس عمل میں کلیدی کردار ادا کیا اور خطے میں امن کے قیام کے لیے مسلسل کوششیں جاری رکھیں۔ دفتر خارجہ کے ترجمان نے کہا کہ پاکستان ہمیشہ سے تنازعات کے پرامن حل کا حامی رہا ہے اور آئندہ بھی اپنا کردار ادا کرتا رہے گا۔ اسلام آباد میں ہونے والے مذاکرات میں دونوں فریقین کے نمائندوں نے شرکت کی جبکہ عالمی برادری نے اس پیش رفت کا خیرمقدم کیا ہے۔ [447,1396,507,1481]
article-text: عالمی سطح پر پاکستان کی کامیاب سفارت کاری کے نتیجے میں امریکہ اور ایران کے درمیان جنگ بندی کا اعلان کر دیا گیا ہے اور اس سلسلے میں وزیراعظم پاکستان نے دونوں ممالک کی قیادت سے رابطے کیے۔ ذرائع کے مطابق فیلڈ مارشل نے بھی اس عمل میں کلیدی کردار ادا کیا اور خطے میں امن کے قیام کے لیے مسلسل کوششیں جاری رکھیں۔ دفتر خارجہ کے ترجمان نے کہا کہ پاکستان ہمیشہ سے تنازعات کے پرامن حل کا حامی رہا ہے اور آئندہ بھی اپنا کردار ادا کرتا رہے گا۔ اسلام آباد میں ہونے والے مذاکرات میں دونوں فریقین کے نمائندوں نے شرکت کی جبکہ عالمی برادری نے اس پیش رفت کا خیرمقدم کیا ہے۔ [129,955,189,1040]
article-text: عالمی سطح پر پاکستان کی کامیاب سفارت کاری کے نتیجے میں امریکہ اور ایران کے درمیان جنگ بندی کا اعلان کر دیا گیا ہے اور اس سلسلے میں وزیراعظم پاکستان نے دونوں ممالک کی قیادت سے رابطے کیے۔ ذرائع کے مطابق فیلڈ مارشل نے بھی اس عمل میں کلیدی کردار ادا کیا اور خطے میں امن کے قیام کے لیے مسلسل کوششیں جاری رکھیں۔ دفتر خارجہ کے ترجمان نے کہا کہ پاکستان ہمیشہ سے تنازعات کے پرامن حل کا حامی رہا ہے اور آئندہ بھی اپنا کردار ادا کرتا رہے گا۔ اسلام آباد میں ہونے والے مذاکرات میں دونوں فریقین کے نمائندوں نے شرکت کی جبکہ عالمی برادری نے اس پیش رفت کا خیرمقدم کیا ہے۔ [511,373,572,457]
serial-heading [384,1413,443,1423]
article-text: عالمی سطح پر پاکستان کی کامیاب سفارت کاری کے نتیجے میں امریکہ اور ایران کے درمیان جنگ بندی کا اعلان کر دیا گیا ہے اور اس سلسلے میں وزیراعظم پاکستان نے دونوں ممالک کی قیادت سے رابطے کیے۔ ذرائع کے مطابق فیلڈ مارشل نے بھی اس عمل میں کلیدی کردار ادا کیا اور خطے میں امن کے قیام کے لیے مسلسل کوششیں جاری رکھیں۔ دفتر خارجہ کے ترجمان نے کہا کہ پاکستان ہمیشہ سے تنازعات کے پرامن حل کا حامی رہا ہے اور آئندہ بھی اپنا کردار ادا کرتا رہے گا۔ اسلام آباد میں ہونے والے مذاکرات میں دونوں فریقین کے نمائندوں نے شرکت کی جبکہ عالمی برادری نے اس پیش رفت کا خیرمقدم کیا ہے۔ [384,1710,443,1794]
serial-label: بلوچستان [262,1700,281,1706]
article-text: عالمی سطح پر پاکستان کی کامیاب سفارت کاری کے نتیجے میں امریکہ اور ایران کے درمیان جنگ بندی کا اعلان کر دیا گیا ہے اور اس سلسلے میں وزیراعظم پاکستان نے دونوں ممالک کی قیادت سے رابطے کیے۔ ذرائع کے مطابق فیلڈ مارشل نے بھی اس عمل میں کلیدی کردار ادا کیا اور خطے میں امن کے قیام کے لیے مسلسل کوششیں جاری رکھیں۔ دفتر خارجہ کے ترجمان نے کہا کہ پاکستان ہمیشہ سے تنازعات کے پرامن حل کا حامی رہا ہے اور آئندہ بھی اپنا کردار ادا کرتا رہے گا۔ اسلام آباد میں ہونے والے مذاکرات میں دونوں فریقین کے نمائندوں نے شرکت کی جبکہ عالمی برادری نے اس پیش رفت کا خیرمقدم کیا ہے۔ [511,2164,572,2249]
article-text: عالمی سطح پر پاکستان کی کامیاب سفارت کاری کے نتیجے میں امریکہ اور ایران کے درمیان جنگ بندی کا اعلان کر دیا گیا ہے اور اس سلسلے میں وزیراعظم پاکستان نے دونوں ممالک کی قیادت سے رابطے کیے۔ ذرائع کے مطابق فیلڈ مارشل نے بھی اس عمل میں کلیدی کردار ادا کیا اور خطے میں امن کے قیام کے لیے مسلسل کوششیں جاری رکھیں۔ دفتر خارجہ کے ترجمان نے کہا کہ پاکستان ہمیشہ سے تنازعات کے پرامن حل کا حامی رہا ہے اور آئندہ بھی اپنا کردار ادا کرتا رہے گا۔ اسلام آباد میں ہونے والے مذاکرات میں دونوں فریقین کے نمائندوں نے شرکت کی جبکہ عالمی برادری نے اس پیش رفت کا خیرمقدم کیا ہے۔ [129,17,189,101]
serial-label: دورہ امریکہ [389,21,413,27]
serial-heading [256,375,316,385]
article-text: عالمی سطح پر پاکستان کی کامیاب سفارت کاری کے نتیجے میں امریکہ اور ایران کے درمیان جنگ بندی کا اعلان کر دیا گیا ہے اور اس سلسلے میں وزیراعظم پاکستان نے دونوں ممالک کی قیادت سے رابطے کیے۔ ذرائع کے مطابق فیلڈ مارشل نے بھی اس عمل میں کلیدی کردار ادا کیا اور خطے میں امن کے قیام کے لیے مسلسل کوششیں جاری رکھیں۔ دفتر خارجہ کے ترجمان نے کہا کہ پاکستان ہمیشہ سے تنازعات کے پرامن حل کا حامی رہا ہے اور آئندہ بھی اپنا کردار ادا کرتا رہے گا۔ اسلام آباد میں ہونے والے مذاکرات میں دونوں فریقین کے نمائندوں نے شرکت کی جبکہ عالمی برادری نے اس پیش رفت کا خیرمقدم کیا ہے۔ [447,1211,507,1296]
article-text: عالمی سطح پر پاکستان کی کامیاب سفارت کاری کے نتیجے میں امریکہ اور ایران کے درمیان جنگ بندی کا اعلان کر دیا گیا ہے اور اس سلسلے میں وزیراعظم پاکستان نے دونوں ممالک کی قیادت سے رابطے کیے۔ ذرائع کے مطابق فیلڈ مارشل نے بھی اس عمل میں کلیدی کردار ادا کیا اور خطے میں امن کے قیام کے لیے مسلسل کوششیں جاری رکھیں۔ دفتر خارجہ کے ترجمان نے کہا کہ پاکستان ہمیشہ سے تنازعات کے پرامن حل کا حامی رہا ہے اور آئندہ بھی اپنا کردار ادا کرتا رہے گا۔ اسلام آباد میں ہونے والے مذاکرات میں دونوں فریقین کے نمائندوں نے شرکت کی جبکہ عالمی برادری نے اس پیش رفت کا خیرمقدم کیا ہے۔ [256,1354,316,1439]
article-text: عالمی سطح پر پاکستان کی کامیاب سفارت کاری کے نتیجے میں امریکہ اور ایران کے درمیان جنگ بندی کا اعلان کر دیا گیا ہے اور اس سلسلے میں وزیراعظم پاکستان نے دونوں ممالک کی قیادت سے رابطے کیے۔ ذرائع کے مطابق فیلڈ مارشل نے بھی اس عمل میں کلیدی کردار ادا کیا اور خطے میں امن کے قیام کے لیے مسلسل کوششیں جاری رکھیں۔ دفتر خارجہ کے ترجمان نے کہا کہ پاکستان ہمیشہ سے تنازعات کے پرامن حل کا حامی رہا ہے اور آئندہ بھی اپنا کردار ادا کرتا رہے گا۔ اسلام آباد میں ہونے والے مذاکرات میں دونوں فریقین کے نمائندوں نے شرکت کی جبکہ عالمی برادری نے اس پیش رفت کا خیرمقدم کیا ہے۔ [129,102,189,187]
article-text: عالمی سطح پر پاکستان کی کامیاب سفارت کاری کے نتیجے میں امریکہ اور ایران کے درمیان جنگ بندی کا اعلان کر دیا گیا ہے اور اس سلسلے میں وزیراعظم پاکستان نے دونوں ممالک کی قیادت سے رابطے کیے۔ ذرائع کے مطابق فیلڈ مارشل نے بھی اس عمل میں کلیدی کردار ادا کیا اور خطے میں امن کے قیام کے لیے مسلسل کوششیں جاری رکھیں۔ دفتر خارجہ کے ترجمان نے کہا کہ پاکستان ہمیشہ سے تنازعات کے پرامن حل کا حامی رہا ہے اور آئندہ بھی اپنا کردار ادا کرتا رہے گا۔ اسلام آباد میں ہونے والے مذاکرات میں دونوں فریقین کے نمائندوں نے شرکت کی جبکہ عالمی برادری نے اس پیش رفت کا خیرمقدم کیا ہے۔ [511,1823,572,1907]
article-text: عالمی سطح پر پاکستان کی کامیاب سفارت کاری کے نتیجے میں امریکہ اور ایران کے درمیان جنگ بندی کا اعلان کر دیا گیا ہے اور اس سلسلے میں وزیراعظم پاکستان نے دونوں ممالک کی قیادت سے رابطے کیے۔ ذرائع کے مطابق فیلڈ مارشل نے بھی اس عمل میں کلیدی کردار ادا کیا اور خطے میں امن کے قیام کے لیے مسلسل کوششیں جاری رکھیں۔ دفتر خارجہ کے ترجمان نے کہا کہ پاکستان ہمیشہ سے تنازعات کے پرامن حل کا حامی رہا ہے اور آئندہ بھی اپنا کردار ادا کرتا رہے گا۔ اسلام آباد میں ہونے والے مذاکرات میں دونوں فریقین کے نمائندوں نے شرکت کی جبکہ عالمی برادری نے اس پیش رفت کا خیرمقدم کیا ہے۔ [511,1652,572,1737]
article-text: عالمی سطح پر پاکستان کی کامیاب سفارت کاری کے نتیجے میں امریکہ اور ایران کے درمیان جنگ بندی کا اعلان کر دیا گیا ہے اور اس سلسلے میں وزیراعظم پاکستان نے دونوں ممالک کی قیادت سے رابطے کیے۔ ذرائع کے مطابق فیلڈ مارشل نے بھی اس عمل میں کلیدی کردار ادا کیا اور خطے میں امن کے قیام کے لیے مسلسل کوششیں جاری رکھیں۔ دفتر خارجہ کے ترجمان نے کہا کہ پاکستان ہمیشہ سے تنازعات کے پرامن حل کا حامی رہا ہے اور آئندہ بھی اپنا کردار ادا کرتا رہے گا۔ اسلام آباد میں ہونے والے مذاکرات میں دونوں فریقین کے نمائندوں نے شرکت کی جبکہ عالمی برادری نے اس پیش رفت کا خیرمقدم کیا ہے۔ [256,1012,316,1097]
court-notice: عدالت عالیہ سندھ کراچی میں دائر درخواست کے سلسلے میں فریق کو مطلع کیا جاتا ہے کہ وہ مقررہ تاریخ پر بذات خود یا بذریعہ وکیل حاضر ہو کر جواب داخل کریں بصورت دیگر کارروائی یکطرفہ عمل میں لائی جائے گی۔ بحکم عدالت سینئر سول جج کراچی۔ [2,153,61,188]
serial-heading [256,744,316,755]
article-text: عالمی سطح پر پاکستان کی کامیاب سفارت کاری کے نتیجے میں امریکہ اور ایران کے درمیان جنگ بندی کا اعلان کر دیا گیا ہے اور اس سلسلے میں وزیراعظم پاکستان نے دونوں ممالک کی قیادت سے رابطے کیے۔ ذرائع کے مطابق فیلڈ مارشل نے بھی اس عمل میں کلیدی کردار ادا کیا اور خطے میں امن کے قیام کے لیے مسلسل کوششیں جاری رکھیں۔ دفتر خارجہ کے ترجمان نے کہا کہ پاکستان ہمیشہ سے تنازعات کے پرامن حل کا حامی رہا ہے اور آئندہ بھی اپنا کردار ادا کرتا رہے گا۔ اسلام آباد میں ہونے والے مذاکرات میں دونوں فریقین کے نمائندوں نے شرکت کی جبکہ عالمی برادری نے اس پیش رفت کا خیرمقدم کیا ہے۔ [193,102,252,187]
serial-label: فیلڈ مارشل [389,1315,413,1321]
article-text: عالمی سطح پر پاکستان کی کامیاب سفارت کاری کے نتیجے میں امریکہ اور ایران کے درمیان جنگ بندی کا اعلان کر دیا گیا ہے اور اس سلسلے میں وزیراعظم پاکستان نے دونوں ممالک کی قیادت سے رابطے کیے۔ ذرائع کے مطابق فیلڈ مارشل نے بھی اس عمل میں کلیدی کردار ادا کیا اور خطے میں امن کے قیام کے لیے مسلسل کوششیں جاری رکھیں۔ دفتر خارجہ کے ترجمان نے کہا کہ پاکستان ہمیشہ سے تنازعات کے پرامن حل کا حامی رہا ہے اور آئندہ بھی اپنا کردار ادا کرتا رہے گا۔ اسلام آباد میں ہونے والے مذاکرات میں دونوں فریقین کے نمائندوں نے شرکت کی جبکہ عالمی برادری نے اس پیش رفت کا خیرمقدم کیا ہے۔ [384,1055,443,1140]
article-text: عالمی سطح پر پاکستان کی کامیاب سفارت کاری کے نتیجے میں امریکہ اور ایران کے درمیان جنگ بندی کا اعلان کر دیا گیا ہے اور اس سلسلے میں وزیراعظم پاکستان نے دونوں ممالک کی قیادت سے رابطے کیے۔ ذرائع کے مطابق فیلڈ مارشل نے بھی اس عمل میں کلیدی کردار ادا کیا اور خطے میں امن کے قیام کے لیے مسلسل کوششیں جاری رکھیں۔ دفتر خارجہ کے ترجمان نے کہا کہ پاکستان ہمیشہ سے تنازعات کے پرامن حل کا حامی رہا ہے اور آئندہ بھی اپنا کردار ادا کرتا رہے گا۔ اسلام آباد میں ہونے والے مذاکرات میں دونوں فریقین کے نمائندوں نے شرکت کی جبکہ عالمی برادری نے اس پیش رفت کا خیرمقدم کیا ہے۔ [129,1553,189,1637]
serial-number: جمبر 6 [418,1513,443,1522]
serial-label: پاک افغان [262,377,282,383]
article-text: عالمی سطح پر پاکستان کی کامیاب سفارت کاری کے نتیجے میں امریکہ اور ایران کے درمیان جنگ بندی کا اعلان کر دیا گیا ہے اور اس سلسلے میں وزیراعظم پاکستان نے دونوں ممالک کی قیادت سے رابطے کیے۔ ذرائع کے مطابق فیلڈ مارشل نے بھی اس عمل میں کلیدی کردار ادا کیا اور خطے میں امن کے قیام کے لیے مسلسل کوششیں جاری رکھیں۔ دفتر خارجہ کے ترجمان نے کہا کہ پاکستان ہمیشہ سے تنازعات کے پرامن حل کا حامی رہا ہے اور آئندہ بھی اپنا کردار ادا کرتا رہے گا۔ اسلام آباد میں ہونے والے مذاکرات میں دونوں فریقین کے نمائندوں نے شرکت کی جبکہ عالمی برادری نے اس پیش رفت کا خیرمقدم کیا ہے۔ [320,633,380,718]
serial-number: جمبر 17 [287,1698,315,1707]
article-text: عالمی سطح پر پاکستان کی کامیاب سفارت کاری کے نتیجے میں امریکہ اور ایران کے درمیان جنگ بندی کا اعلان کر دیا گیا ہے اور اس سلسلے میں وزیراعظم پاکستان نے دونوں ممالک کی قیادت سے رابطے کیے۔ ذرائع کے مطابق فیلڈ مارشل نے بھی اس عمل میں کلیدی کردار ادا کیا اور خطے میں امن کے قیام کے لیے مسلسل کوششیں جاری رکھیں۔ دفتر خارجہ کے ترجمان نے کہا کہ پاکستان ہمیشہ سے تنازعات کے پرامن حل کا حامی رہا ہے اور آئندہ بھی اپنا کردار ادا کرتا رہے گا۔ اسلام آباد میں ہونے والے مذاکرات میں دونوں فریقین کے نمائندوں نے شرکت کی جبکہ عالمی برادری نے اس پیش رفت کا خیرمقدم کیا ہے۔ [384,799,443,884]
serial-number: جمبر 21 [223,816,251,825]
article-text: عالمی سطح پر پاکستان کی کامیاب سفارت کاری کے نتیجے میں امریکہ اور ایران کے درمیان جنگ بندی کا اعلان کر دیا گیا ہے اور اس سلسلے میں وزیراعظم پاکستان نے دونوں ممالک کی قیادت سے رابطے کیے۔ ذرائع کے مطابق فیلڈ مارشل نے بھی اس عمل میں کلیدی کردار ادا کیا اور خطے میں امن کے قیام کے لیے مسلسل کوششیں جاری رکھیں۔ دفتر خارجہ کے ترجمان نے کہا کہ پاکستان ہمیشہ سے تنازعات کے پرامن حل کا حامی رہا ہے اور آئندہ بھی اپنا کردار ادا کرتا رہے گا۔ اسلام آباد میں ہونے والے مذاکرات میں دونوں فریقین کے نمائندوں نے شرکت کی جبکہ عالمی برادری نے اس پیش رفت کا خیرمقدم کیا ہے۔ [511,2335,572,2419]
serial-heading [256,2224,316,2234]
article-text: عالمی سطح پر پاکستان کی کامیاب سفارت کاری کے نتیجے میں امریکہ اور ایران کے درمیان جنگ بندی کا اعلان کر دیا گیا ہے اور اس سلسلے میں وزیراعظم پاکستان نے دونوں ممالک کی قیادت سے رابطے کیے۔ ذرائع کے مطابق فیلڈ مارشل نے بھی اس عمل میں کلیدی کردار ادا کیا اور خطے میں امن کے قیام کے لیے مسلسل کوششیں جاری رکھیں۔ دفتر خارجہ کے ترجمان نے کہا کہ پاکستان ہمیشہ سے تنازعات کے پرامن حل کا حامی رہا ہے اور آئندہ بھی اپنا کردار ادا کرتا رہے گا۔ اسلام آباد میں ہونے والے مذاکرات میں دونوں فریقین کے نمائندوں نے شرکت کی جبکہ عالمی برادری نے اس پیش رفت کا خیرمقدم کیا ہے۔ [511,1055,572,1140]
article-text: عالمی سطح پر پاکستان کی کامیاب سفارت کاری کے نتیجے میں امریکہ اور ایران کے درمیان جنگ بندی کا اعلان کر دیا گیا ہے اور اس سلسلے میں وزیراعظم پاکستان نے دونوں ممالک کی قیادت سے رابطے کیے۔ ذرائع کے مطابق فیلڈ مارشل نے بھی اس عمل میں کلیدی کردار ادا کیا اور خطے میں امن کے قیام کے لیے مسلسل کوششیں جاری رکھیں۔ دفتر خارجہ کے ترجمان نے کہا کہ پاکستان ہمیشہ سے تنازعات کے پرامن حل کا حامی رہا ہے اور آئندہ بھی اپنا کردار ادا کرتا رہے گا۔ اسلام آباد میں ہونے والے مذاکرات میں دونوں فریقین کے نمائندوں نے شرکت کی جبکہ عالمی برادری نے اس پیش رفت کا خیرمقدم کیا ہے۔ [193,1539,252,1623]
article-text: عالمی سطح پر پاکستان کی کامیاب سفارت کاری کے نتیجے میں امریکہ اور ایران کے درمیان جنگ بندی کا اعلان کر دیا گیا ہے اور اس سلسلے میں وزیراعظم پاکستان نے دونوں ممالک کی قیادت سے رابطے کیے۔ ذرائع کے مطابق فیلڈ مارشل نے بھی اس عمل میں کلیدی کردار ادا کیا اور خطے میں امن کے قیام کے لیے مسلسل کوششیں جاری رکھیں۔ دفتر خارجہ کے ترجمان نے کہا کہ پاکستان ہمیشہ سے تنازعات کے پرامن حل کا حامی رہا ہے اور آئندہ بھی اپنا کردار ادا کرتا رہے گا۔ اسلام آباد میں ہونے والے مذاکرات میں دونوں فریقین کے نمائندوں نے شرکت کی جبکہ عالمی برادری نے اس پیش رفت کا خیرمقدم کیا ہے۔ [256,1610,316,1694]
serial-label: معاہدہ [328,1240,343,1246]
article-text: عالمی سطح پر پاکستان کی کامیاب سفارت کاری کے نتیجے میں امریکہ اور ایران کے درمیان جنگ بندی کا اعلان کر دیا گیا ہے اور اس سلسلے میں وزیراعظم پاکستان نے دونوں ممالک کی قیادت سے رابطے کیے۔ ذرائع کے مطابق فیلڈ مارشل نے بھی اس عمل میں کلیدی کردار ادا کیا اور خطے میں امن کے قیام کے لیے مسلسل کوششیں جاری رکھیں۔ دفتر خارجہ کے ترجمان نے کہا کہ پاکستان ہمیشہ سے تنازعات کے پرامن حل کا حامی رہا ہے اور آئندہ بھی اپنا کردار ادا کرتا رہے گا۔ اسلام آباد میں ہونے والے مذاکرات میں دونوں فریقین کے نمائندوں نے شرکت کی جبکہ عالمی برادری نے اس پیش رفت کا خیرمقدم کیا ہے۔ [447,955,507,1040]
court-notice: عدالت عالیہ سندھ کراچی میں دائر درخواست کے سلسلے میں فریق کو مطلع کیا جاتا ہے کہ وہ مقررہ تاریخ پر بذات خود یا بذریعہ وکیل حاضر ہو کر جواب داخل کریں بصورت دیگر کارروائی یکطرفہ عمل میں لائی جائے گی۔ بحکم عدالت سینئر سول جج کراچی۔ [2,684,61,718]
article-text: عالمی سطح پر پاکستان کی کامیاب سفارت کاری کے نتیجے میں امریکہ اور ایران کے درمیان جنگ بندی کا اعلان کر دیا گیا ہے اور اس سلسلے میں وزیراعظم پاکستان نے دونوں ممالک کی قیادت سے رابطے کیے۔ ذرائع کے مطابق فیلڈ مارشل نے بھی اس عمل میں کلیدی کردار ادا کیا اور خطے میں امن کے قیام کے لیے مسلسل کوششیں جاری رکھیں۔ دفتر خارجہ کے ترجمان نے کہا کہ پاکستان ہمیشہ سے تنازعات کے پرامن حل کا حامی رہا ہے اور آئندہ بھی اپنا کردار ادا کرتا رہے گا۔ اسلام آباد میں ہونے والے مذاکرات میں دونوں فریقین کے نمائندوں نے شرکت کی جبکہ عالمی برادری نے اس پیش رفت کا خیرمقدم کیا ہے۔ [447,2249,507,2334]
article-text: عالمی سطح پر پاکستان کی کامیاب سفارت کاری کے نتیجے میں امریکہ اور ایران کے درمیان جنگ بندی کا اعلان کر دیا گیا ہے اور اس سلسلے میں وزیراعظم پاکستان نے دونوں ممالک کی قیادت سے رابطے کیے۔ ذرائع کے مطابق فیلڈ مارشل نے بھی اس عمل میں کلیدی کردار ادا کیا اور خطے میں امن کے قیام کے لیے مسلسل کوششیں جاری رکھیں۔ دفتر خارجہ کے ترجمان نے کہا کہ پاکستان ہمیشہ سے تنازعات کے پرامن حل کا حامی رہا ہے اور آئندہ بھی اپنا کردار ادا کرتا رہے گا۔ اسلام آباد میں ہونے والے مذاکرات میں دونوں فریقین کے نمائندوں نے شرکت کی جبکہ عالمی برادری نے اس پیش رفت کا خیرمقدم کیا ہے۔ [129,1297,189,1381]
notice-signature: STF [66,195,73,199]
court-notice: عدالت عالیہ سندھ کراچی میں دائر درخواست کے سلسلے میں فریق کو مطلع کیا جاتا ہے کہ وہ مقررہ تاریخ پر بذات خود یا بذریعہ وکیل حاضر ہو کر جواب داخل کریں بصورت دیگر کارروائی یکطرفہ عمل میں لائی جائے گی۔ بحکم عدالت سینئر سول جج کراچی۔ [66,199,125,233]
court-notice: عدالت عالیہ سندھ کراچی میں دائر درخواست کے سلسلے میں فریق کو مطلع کیا جاتا ہے کہ وہ مقررہ تاریخ پر بذات خود یا بذریعہ وکیل حاضر ہو کر جواب داخل کریں بصورت دیگر کارروائی یکطرفہ عمل میں لائی جائے گی۔ بحکم عدالت سینئر سول جج کراچی۔ [2,84,61,118]
article-text: عالمی سطح پر پاکستان کی کامیاب سفارت کاری کے نتیجے میں امریکہ اور ایران کے درمیان جنگ بندی کا اعلان کر دیا گیا ہے اور اس سلسلے میں وزیراعظم پاکستان نے دونوں ممالک کی قیادت سے رابطے کیے۔ ذرائع کے مطابق فیلڈ مارشل نے بھی اس عمل میں کلیدی کردار ادا کیا اور خطے میں امن کے قیام کے لیے مسلسل کوششیں جاری رکھیں۔ دفتر خارجہ کے ترجمان نے کہا کہ پاکستان ہمیشہ سے تنازعات کے پرامن حل کا حامی رہا ہے اور آئندہ بھی اپنا کردار ادا کرتا رہے گا۔ اسلام آباد میں ہونے والے مذاکرات میں دونوں فریقین کے نمائندوں نے شرکت کی جبکہ عالمی برادری نے اس پیش رفت کا خیرمقدم کیا ہے۔ [447,1126,507,1211]
classified-rate: نرخ -/100 روپے فی سطر [5,39,122,48]
article-text: عالمی سطح پر پاکستان کی کامیاب سفارت کاری کے نتیجے میں امریکہ اور ایران کے درمیان جنگ بندی کا اعلان کر دیا گیا ہے اور اس سلسلے میں وزیراعظم پاکستان نے دونوں ممالک کی قیادت سے رابطے کیے۔ ذرائع کے مطابق فیلڈ مارشل نے بھی اس عمل میں کلیدی کردار ادا کیا اور خطے میں امن کے قیام کے لیے مسلسل کوششیں جاری رکھیں۔ دفتر خارجہ کے ترجمان نے کہا کہ پاکستان ہمیشہ سے تنازعات کے پرامن حل کا حامی رہا ہے اور آئندہ بھی اپنا کردار ادا کرتا رہے گا۔ اسلام آباد میں ہونے والے مذاکرات میں دونوں فریقین کے نمائندوں نے شرکت کی جبکہ عالمی برادری نے اس پیش رفت کا خیرمقدم کیا ہے۔ [193,1454,252,1538]
article-text: عالمی سطح پر پاکستان کی کامیاب سفارت کاری کے نتیجے میں امریکہ اور ایران کے درمیان جنگ بندی کا اعلان کر دیا گیا ہے اور اس سلسلے میں وزیراعظم پاکستان نے دونوں ممالک کی قیادت سے رابطے کیے۔ ذرائع کے مطابق فیلڈ مارشل نے بھی اس عمل میں کلیدی کردار ادا کیا اور خطے میں امن کے قیام کے لیے مسلسل کوششیں جاری رکھیں۔ دفتر خارجہ کے ترجمان نے کہا کہ پاکستان ہمیشہ سے تنازعات کے پرامن حل کا حامی رہا ہے اور آئندہ بھی اپنا کردار ادا کرتا رہے گا۔ اسلام آباد میں ہونے والے مذاکرات میں دونوں فریقین کے نمائندوں نے شرکت کی جبکہ عالمی برادری نے اس پیش رفت کا خیرمقدم کیا ہے۔ [129,1638,189,1722]
article-text: عالمی سطح پر پاکستان کی کامیاب سفارت کاری کے نتیجے میں امریکہ اور ایران کے درمیان جنگ بندی کا اعلان کر دیا گیا ہے اور اس سلسلے میں وزیراعظم پاکستان نے دونوں ممالک کی قیادت سے رابطے کیے۔ ذرائع کے مطابق فیلڈ مارشل نے بھی اس عمل میں کلیدی کردار ادا کیا اور خطے میں امن کے قیام کے لیے مسلسل کوششیں جاری رکھیں۔ دفتر خارجہ کے ترجمان نے کہا کہ پاکستان ہمیشہ سے تنازعات کے پرامن حل کا حامی رہا ہے اور آئندہ بھی اپنا کردار ادا کرتا رہے گا۔ اسلام آباد میں ہونے والے مذاکرات میں دونوں فریقین کے نمائندوں نے شرکت کی جبکہ عالمی برادری نے اس پیش رفت کا خیرمقدم کیا ہے۔ [320,2215,380,2300]
serial-number: جمبر 25 [223,2239,251,2248]
article-text: عالمی سطح پر پاکستان کی کامیاب سفارت کاری کے نتیجے میں امریکہ اور ایران کے درمیان جنگ بندی کا اعلان کر دیا گیا ہے اور اس سلسلے میں وزیراعظم پاکستان نے دونوں ممالک کی قیادت سے رابطے کیے۔ ذرائع کے مطابق فیلڈ مارشل نے بھی اس عمل میں کلیدی کردار ادا کیا اور خطے میں امن کے قیام کے لیے مسلسل کوششیں جاری رکھیں۔ دفتر خارجہ کے ترجمان نے کہا کہ پاکستان ہمیشہ سے تنازعات کے پرامن حل کا حامی رہا ہے اور آئندہ بھی اپنا کردار ادا کرتا رہے گا۔ اسلام آباد میں ہونے والے مذاکرات میں دونوں فریقین کے نمائندوں نے شرکت کی جبکہ عالمی برادری نے اس پیش رفت کا خیرمقدم کیا ہے۔ [193,558,252,642]
article-text: عالمی سطح پر پاکستان کی کامیاب سفارت کاری کے نتیجے میں امریکہ اور ایران کے درمیان جنگ بندی کا اعلان کر دیا گیا ہے اور اس سلسلے میں وزیراعظم پاکستان نے دونوں ممالک کی قیادت سے رابطے کیے۔ ذرائع کے مطابق فیلڈ مارشل نے بھی اس عمل میں کلیدی کردار ادا کیا اور خطے میں امن کے قیام کے لیے مسلسل کوششیں جاری رکھیں۔ دفتر خارجہ کے ترجمان نے کہا کہ پاکستان ہمیشہ سے تنازعات کے پرامن حل کا حامی رہا ہے اور آئندہ بھی اپنا کردار ادا کرتا رہے گا۔ اسلام آباد میں ہونے والے مذاکرات میں دونوں فریقین کے نمائندوں نے شرکت کی جبکہ عالمی برادری نے اس پیش رفت کا خیرمقدم کیا ہے۔ [511,2079,572,2163]
court-notice: عدالت عالیہ سندھ کراچی میں دائر درخواست کے سلسلے میں فریق کو مطلع کیا جاتا ہے کہ وہ مقررہ تاریخ پر بذات خود یا بذریعہ وکیل حاضر ہو کر جواب داخل کریں بصورت دیگر کارروائی یکطرفہ عمل میں لائی جائے گی۔ بحکم عدالت سینئر سول جج کراچی۔ [66,277,125,311]
court-notice: عدالت عالیہ سندھ کراچی میں دائر درخواست کے سلسلے میں فریق کو مطلع کیا جاتا ہے کہ وہ مقررہ تاریخ پر بذات خود یا بذریعہ وکیل حاضر ہو کر جواب داخل کریں بصورت دیگر کارروائی یکطرفہ عمل میں لائی جائے گی۔ بحکم عدالت سینئر سول جج کراچی۔ [66,742,125,776]
serial-label: عمران خان [197,818,220,824]
article-text: عالمی سطح پر پاکستان کی کامیاب سفارت کاری کے نتیجے میں امریکہ اور ایران کے درمیان جنگ بندی کا اعلان کر دیا گیا ہے اور اس سلسلے میں وزیراعظم پاکستان نے دونوں ممالک کی قیادت سے رابطے کیے۔ ذرائع کے مطابق فیلڈ مارشل نے بھی اس عمل میں کلیدی کردار ادا کیا اور خطے میں امن کے قیام کے لیے مسلسل کوششیں جاری رکھیں۔ دفتر خارجہ کے ترجمان نے کہا کہ پاکستان ہمیشہ سے تنازعات کے پرامن حل کا حامی رہا ہے اور آئندہ بھی اپنا کردار ادا کرتا رہے گا۔ اسلام آباد میں ہونے والے مذاکرات میں دونوں فریقین کے نمائندوں نے شرکت کی جبکہ عالمی برادری نے اس پیش رفت کا خیرمقدم کیا ہے۔ [256,1795,316,1879]
serial-label: ایران سعودی [195,1002,222,1008]
column-1 [509,17,574,2504]
article-text: عالمی سطح پر پاکستان کی کامیاب سفارت کاری کے نتیجے میں امریکہ اور ایران کے درمیان جنگ بندی کا اعلان کر دیا گیا ہے اور اس سلسلے میں وزیراعظم پاکستان نے دونوں ممالک کی قیادت سے رابطے کیے۔ ذرائع کے مطابق فیلڈ مارشل نے بھی اس عمل میں کلیدی کردار ادا کیا اور خطے میں امن کے قیام کے لیے مسلسل کوششیں جاری رکھیں۔ دفتر خارجہ کے ترجمان نے کہا کہ پاکستان ہمیشہ سے تنازعات کے پرامن حل کا حامی رہا ہے اور آئندہ بھی اپنا کردار ادا کرتا رہے گا۔ اسلام آباد میں ہونے والے مذاکرات میں دونوں فریقین کے نمائندوں نے شرکت کی جبکہ عالمی برادری نے اس پیش رفت کا خیرمقدم کیا ہے۔ [447,2079,507,2163]
article-text: عالمی سطح پر پاکستان کی کامیاب سفارت کاری کے نتیجے میں امریکہ اور ایران کے درمیان جنگ بندی کا اعلان کر دیا گیا ہے اور اس سلسلے میں وزیراعظم پاکستان نے دونوں ممالک کی قیادت سے رابطے کیے۔ ذرائع کے مطابق فیلڈ مارشل نے بھی اس عمل میں کلیدی کردار ادا کیا اور خطے میں امن کے قیام کے لیے مسلسل کوششیں جاری رکھیں۔ دفتر خارجہ کے ترجمان نے کہا کہ پاکستان ہمیشہ سے تنازعات کے پرامن حل کا حامی رہا ہے اور آئندہ بھی اپنا کردار ادا کرتا رہے گا۔ اسلام آباد میں ہونے والے مذاکرات میں دونوں فریقین کے نمائندوں نے شرکت کی جبکہ عالمی برادری نے اس پیش رفت کا خیرمقدم کیا ہے۔ [320,1689,380,1774]
court-notice: عدالت عالیہ سندھ کراچی میں دائر درخواست کے سلسلے میں فریق کو مطلع کیا جاتا ہے کہ وہ مقررہ تاریخ پر بذات خود یا بذریعہ وکیل حاضر ہو کر جواب داخل کریں بصورت دیگر کارروائی یکطرفہ عمل میں لائی جائے گی۔ بحکم عدالت سینئر سول جج کراچی۔ [66,664,125,699]
article-text: عالمی سطح پر پاکستان کی کامیاب سفارت کاری کے نتیجے میں امریکہ اور ایران کے درمیان جنگ بندی کا اعلان کر دیا گیا ہے اور اس سلسلے میں وزیراعظم پاکستان نے دونوں ممالک کی قیادت سے رابطے کیے۔ ذرائع کے مطابق فیلڈ مارشل نے بھی اس عمل میں کلیدی کردار ادا کیا اور خطے میں امن کے قیام کے لیے مسلسل کوششیں جاری رکھیں۔ دفتر خارجہ کے ترجمان نے کہا کہ پاکستان ہمیشہ سے تنازعات کے پرامن حل کا حامی رہا ہے اور آئندہ بھی اپنا کردار ادا کرتا رہے گا۔ اسلام آباد میں ہونے والے مذاکرات میں دونوں فریقین کے نمائندوں نے شرکت کی جبکہ عالمی برادری نے اس پیش رفت کا خیرمقدم کیا ہے۔ [320,1348,380,1432]
article-text: عالمی سطح پر پاکستان کی کامیاب سفارت کاری کے نتیجے میں امریکہ اور ایران کے درمیان جنگ بندی کا اعلان کر دیا گیا ہے اور اس سلسلے میں وزیراعظم پاکستان نے دونوں ممالک کی قیادت سے رابطے کیے۔ ذرائع کے مطابق فیلڈ مارشل نے بھی اس عمل میں کلیدی کردار ادا کیا اور خطے میں امن کے قیام کے لیے مسلسل کوششیں جاری رکھیں۔ دفتر خارجہ کے ترجمان نے کہا کہ پاکستان ہمیشہ سے تنازعات کے پرامن حل کا حامی رہا ہے اور آئندہ بھی اپنا کردار ادا کرتا رہے گا۔ اسلام آباد میں ہونے والے مذاکرات میں دونوں فریقین کے نمائندوں نے شرکت کی جبکہ عالمی برادری نے اس پیش رفت کا خیرمقدم کیا ہے۔ [384,2236,443,2320]
article-text: عالمی سطح پر پاکستان کی کامیاب سفارت کاری کے نتیجے میں امریکہ اور ایران کے درمیان جنگ بندی کا اعلان کر دیا گیا ہے اور اس سلسلے میں وزیراعظم پاکستان نے دونوں ممالک کی قیادت سے رابطے کیے۔ ذرائع کے مطابق فیلڈ مارشل نے بھی اس عمل میں کلیدی کردار ادا کیا اور خطے میں امن کے قیام کے لیے مسلسل کوششیں جاری رکھیں۔ دفتر خارجہ کے ترجمان نے کہا کہ پاکستان ہمیشہ سے تنازعات کے پرامن حل کا حامی رہا ہے اور آئندہ بھی اپنا کردار ادا کرتا رہے گا۔ اسلام آباد میں ہونے والے مذاکرات میں دونوں فریقین کے نمائندوں نے شرکت کی جبکہ عالمی برادری نے اس پیش رفت کا خیرمقدم کیا ہے۔ [193,17,252,101]
serial-label: ٹیکس [202,547,214,553]
article-text: عالمی سطح پر پاکستان کی کامیاب سفارت کاری کے نتیجے میں امریکہ اور ایران کے درمیان جنگ بندی کا اعلان کر دیا گیا ہے اور اس سلسلے میں وزیراعظم پاکستان نے دونوں ممالک کی قیادت سے رابطے کیے۔ ذرائع کے مطابق فیلڈ مارشل نے بھی اس عمل میں کلیدی کردار ادا کیا اور خطے میں امن کے قیام کے لیے مسلسل کوششیں جاری رکھیں۔ دفتر خارجہ کے ترجمان نے کہا کہ پاکستان ہمیشہ سے تنازعات کے پرامن حل کا حامی رہا ہے اور آئندہ بھی اپنا کردار ادا کرتا رہے گا۔ اسلام آباد میں ہونے والے مذاکرات میں دونوں فریقین کے نمائندوں نے شرکت کی جبکہ عالمی برادری نے اس پیش رفت کا خیرمقدم کیا ہے۔ [320,1433,380,1518]
article-text: عالمی سطح پر پاکستان کی کامیاب سفارت کاری کے نتیجے میں امریکہ اور ایران کے درمیان جنگ بندی کا اعلان کر دیا گیا ہے اور اس سلسلے میں وزیراعظم پاکستان نے دونوں ممالک کی قیادت سے رابطے کیے۔ ذرائع کے مطابق فیلڈ مارشل نے بھی اس عمل میں کلیدی کردار ادا کیا اور خطے میں امن کے قیام کے لیے مسلسل کوششیں جاری رکھیں۔ دفتر خارجہ کے ترجمان نے کہا کہ پاکستان ہمیشہ سے تنازعات کے پرامن حل کا حامی رہا ہے اور آئندہ بھی اپنا کردار ادا کرتا رہے گا۔ اسلام آباد میں ہونے والے مذاکرات میں دونوں فریقین کے نمائندوں نے شرکت کی جبکہ عالمی برادری نے اس پیش رفت کا خیرمقدم کیا ہے۔ [256,928,316,1012]
article-text: عالمی سطح پر پاکستان کی کامیاب سفارت کاری کے نتیجے میں امریکہ اور ایران کے درمیان جنگ بندی کا اعلان کر دیا گیا ہے اور اس سلسلے میں وزیراعظم پاکستان نے دونوں ممالک کی قیادت سے رابطے کیے۔ ذرائع کے مطابق فیلڈ مارشل نے بھی اس عمل میں کلیدی کردار ادا کیا اور خطے میں امن کے قیام کے لیے مسلسل کوششیں جاری رکھیں۔ دفتر خارجہ کے ترجمان نے کہا کہ پاکستان ہمیشہ سے تنازعات کے پرامن حل کا حامی رہا ہے اور آئندہ بھی اپنا کردار ادا کرتا رہے گا۔ اسلام آباد میں ہونے والے مذاکرات میں دونوں فریقین کے نمائندوں نے شرکت کی جبکہ عالمی برادری نے اس پیش رفت کا خیرمقدم کیا ہے۔ [129,1809,189,1893]
serial-heading [193,1001,252,1011]
article-text: عالمی سطح پر پاکستان کی کامیاب سفارت کاری کے نتیجے میں امریکہ اور ایران کے درمیان جنگ بندی کا اعلان کر دیا گیا ہے اور اس سلسلے میں وزیراعظم پاکستان نے دونوں ممالک کی قیادت سے رابطے کیے۔ ذرائع کے مطابق فیلڈ مارشل نے بھی اس عمل میں کلیدی کردار ادا کیا اور خطے میں امن کے قیام کے لیے مسلسل کوششیں جاری رکھیں۔ دفتر خارجہ کے ترجمان نے کہا کہ پاکستان ہمیشہ سے تنازعات کے پرامن حل کا حامی رہا ہے اور آئندہ بھی اپنا کردار ادا کرتا رہے گا۔ اسلام آباد میں ہونے والے مذاکرات میں دونوں فریقین کے نمائندوں نے شرکت کی جبکہ عالمی برادری نے اس پیش رفت کا خیرمقدم کیا ہے۔ [320,894,380,979]
serial-heading [193,2238,252,2248]
notice-signature: STF [66,660,73,664]
serial-label: وزیراعلیٰ [262,747,281,753]
serial-heading [256,1697,316,1707]
serial-number: جمبر 19 [223,190,251,199]
article-text: عالمی سطح پر پاکستان کی کامیاب سفارت کاری کے نتیجے میں امریکہ اور ایران کے درمیان جنگ بندی کا اعلان کر دیا گیا ہے اور اس سلسلے میں وزیراعظم پاکستان نے دونوں ممالک کی قیادت سے رابطے کیے۔ ذرائع کے مطابق فیلڈ مارشل نے بھی اس عمل میں کلیدی کردار ادا کیا اور خطے میں امن کے قیام کے لیے مسلسل کوششیں جاری رکھیں۔ دفتر خارجہ کے ترجمان نے کہا کہ پاکستان ہمیشہ سے تنازعات کے پرامن حل کا حامی رہا ہے اور آئندہ بھی اپنا کردار ادا کرتا رہے گا۔ اسلام آباد میں ہونے والے مذاکرات میں دونوں فریقین کے نمائندوں نے شرکت کی جبکہ عالمی برادری نے اس پیش رفت کا خیرمقدم کیا ہے۔ [447,444,507,528]
article-text: عالمی سطح پر پاکستان کی کامیاب سفارت کاری کے نتیجے میں امریکہ اور ایران کے درمیان جنگ بندی کا اعلان کر دیا گیا ہے اور اس سلسلے میں وزیراعظم پاکستان نے دونوں ممالک کی قیادت سے رابطے کیے۔ ذرائع کے مطابق فیلڈ مارشل نے بھی اس عمل میں کلیدی کردار ادا کیا اور خطے میں امن کے قیام کے لیے مسلسل کوششیں جاری رکھیں۔ دفتر خارجہ کے ترجمان نے کہا کہ پاکستان ہمیشہ سے تنازعات کے پرامن حل کا حامی رہا ہے اور آئندہ بھی اپنا کردار ادا کرتا رہے گا۔ اسلام آباد میں ہونے والے مذاکرات میں دونوں فریقین کے نمائندوں نے شرکت کی جبکہ عالمی برادری نے اس پیش رفت کا خیرمقدم کیا ہے۔ [129,2235,189,2320]
article-text: عالمی سطح پر پاکستان کی کامیاب سفارت کاری کے نتیجے میں امریکہ اور ایران کے درمیان جنگ بندی کا اعلان کر دیا گیا ہے اور اس سلسلے میں وزیراعظم پاکستان نے دونوں ممالک کی قیادت سے رابطے کیے۔ ذرائع کے مطابق فیلڈ مارشل نے بھی اس عمل میں کلیدی کردار ادا کیا اور خطے میں امن کے قیام کے لیے مسلسل کوششیں جاری رکھیں۔ دفتر خارجہ کے ترجمان نے کہا کہ پاکستان ہمیشہ سے تنازعات کے پرامن حل کا حامی رہا ہے اور آئندہ بھی اپنا کردار ادا کرتا رہے گا۔ اسلام آباد میں ہونے والے مذاکرات میں دونوں فریقین کے نمائندوں نے شرکت کی جبکہ عالمی برادری نے اس پیش رفت کا خیرمقدم کیا ہے۔ [256,202,316,287]
article-text: عالمی سطح پر پاکستان کی کامیاب سفارت کاری کے نتیجے میں امریکہ اور ایران کے درمیان جنگ بندی کا اعلان کر دیا گیا ہے اور اس سلسلے میں وزیراعظم پاکستان نے دونوں ممالک کی قیادت سے رابطے کیے۔ ذرائع کے مطابق فیلڈ مارشل نے بھی اس عمل میں کلیدی کردار ادا کیا اور خطے میں امن کے قیام کے لیے مسلسل کوششیں جاری رکھیں۔ دفتر خارجہ کے ترجمان نے کہا کہ پاکستان ہمیشہ سے تنازعات کے پرامن حل کا حامی رہا ہے اور آئندہ بھی اپنا کردار ادا کرتا رہے گا۔ اسلام آباد میں ہونے والے مذاکرات میں دونوں فریقین کے نمائندوں نے شرکت کی جبکہ عالمی برادری نے اس پیش رفت کا خیرمقدم کیا ہے۔ [447,1993,507,2078]
serial-number: جمبر 5 [418,1414,443,1423]
article-text: عالمی سطح پر پاکستان کی کامیاب سفارت کاری کے نتیجے میں امریکہ اور ایران کے درمیان جنگ بندی کا اعلان کر دیا گیا ہے اور اس سلسلے میں وزیراعظم پاکستان نے دونوں ممالک کی قیادت سے رابطے کیے۔ ذرائع کے مطابق فیلڈ مارشل نے بھی اس عمل میں کلیدی کردار ادا کیا اور خطے میں امن کے قیام کے لیے مسلسل کوششیں جاری رکھیں۔ دفتر خارجہ کے ترجمان نے کہا کہ پاکستان ہمیشہ سے تنازعات کے پرامن حل کا حامی رہا ہے اور آئندہ بھی اپنا کردار ادا کرتا رہے گا۔ اسلام آباد میں ہونے والے مذاکرات میں دونوں فریقین کے نمائندوں نے شرکت کی جبکہ عالمی برادری نے اس پیش رفت کا خیرمقدم کیا ہے۔ [320,1263,380,1347]
court-notice: عدالت عالیہ سندھ کراچی میں دائر درخواست کے سلسلے میں فریق کو مطلع کیا جاتا ہے کہ وہ مقررہ تاریخ پر بذات خود یا بذریعہ وکیل حاضر ہو کر جواب داخل کریں بصورت دیگر کارروائی یکطرفہ عمل میں لائی جائے گی۔ بحکم عدالت سینئر سول جج کراچی۔ [2,614,61,648]
court-notice: عدالت عالیہ سندھ کراچی میں دائر درخواست کے سلسلے میں فریق کو مطلع کیا جاتا ہے کہ وہ مقررہ تاریخ پر بذات خود یا بذریعہ وکیل حاضر ہو کر جواب داخل کریں بصورت دیگر کارروائی یکطرفہ عمل میں لائی جائے گی۔ بحکم عدالت سینئر سول جج کراچی۔ [2,509,61,543]
article-text: عالمی سطح پر پاکستان کی کامیاب سفارت کاری کے نتیجے میں امریکہ اور ایران کے درمیان جنگ بندی کا اعلان کر دیا گیا ہے اور اس سلسلے میں وزیراعظم پاکستان نے دونوں ممالک کی قیادت سے رابطے کیے۔ ذرائع کے مطابق فیلڈ مارشل نے بھی اس عمل میں کلیدی کردار ادا کیا اور خطے میں امن کے قیام کے لیے مسلسل کوششیں جاری رکھیں۔ دفتر خارجہ کے ترجمان نے کہا کہ پاکستان ہمیشہ سے تنازعات کے پرامن حل کا حامی رہا ہے اور آئندہ بھی اپنا کردار ادا کرتا رہے گا۔ اسلام آباد میں ہونے والے مذاکرات میں دونوں فریقین کے نمائندوں نے شرکت کی جبکہ عالمی برادری نے اس پیش رفت کا خیرمقدم کیا ہے۔ [129,1041,189,1125]
article-text: عالمی سطح پر پاکستان کی کامیاب سفارت کاری کے نتیجے میں امریکہ اور ایران کے درمیان جنگ بندی کا اعلان کر دیا گیا ہے اور اس سلسلے میں وزیراعظم پاکستان نے دونوں ممالک کی قیادت سے رابطے کیے۔ ذرائع کے مطابق فیلڈ مارشل نے بھی اس عمل میں کلیدی کردار ادا کیا اور خطے میں امن کے قیام کے لیے مسلسل کوششیں جاری رکھیں۔ دفتر خارجہ کے ترجمان نے کہا کہ پاکستان ہمیشہ سے تنازعات کے پرامن حل کا حامی رہا ہے اور آئندہ بھی اپنا کردار ادا کرتا رہے گا۔ اسلام آباد میں ہونے والے مذاکرات میں دونوں فریقین کے نمائندوں نے شرکت کی جبکہ عالمی برادری نے اس پیش رفت کا خیرمقدم کیا ہے۔ [129,1382,189,1466]
article-text: عالمی سطح پر پاکستان کی کامیاب سفارت کاری کے نتیجے میں امریکہ اور ایران کے درمیان جنگ بندی کا اعلان کر دیا گیا ہے اور اس سلسلے میں وزیراعظم پاکستان نے دونوں ممالک کی قیادت سے رابطے کیے۔ ذرائع کے مطابق فیلڈ مارشل نے بھی اس عمل میں کلیدی کردار ادا کیا اور خطے میں امن کے قیام کے لیے مسلسل کوششیں جاری رکھیں۔ دفتر خارجہ کے ترجمان نے کہا کہ پاکستان ہمیشہ سے تنازعات کے پرامن حل کا حامی رہا ہے اور آئندہ بھی اپنا کردار ادا کرتا رہے گا۔ اسلام آباد میں ہونے والے مذاکرات میں دونوں فریقین کے نمائندوں نے شرکت کی جبکہ عالمی برادری نے اس پیش رفت کا خیرمقدم کیا ہے۔ [129,529,189,613]
article-text: عالمی سطح پر پاکستان کی کامیاب سفارت کاری کے نتیجے میں امریکہ اور ایران کے درمیان جنگ بندی کا اعلان کر دیا گیا ہے اور اس سلسلے میں وزیراعظم پاکستان نے دونوں ممالک کی قیادت سے رابطے کیے۔ ذرائع کے مطابق فیلڈ مارشل نے بھی اس عمل میں کلیدی کردار ادا کیا اور خطے میں امن کے قیام کے لیے مسلسل کوششیں جاری رکھیں۔ دفتر خارجہ کے ترجمان نے کہا کہ پاکستان ہمیشہ سے تنازعات کے پرامن حل کا حامی رہا ہے اور آئندہ بھی اپنا کردار ادا کرتا رہے گا۔ اسلام آباد میں ہونے والے مذاکرات میں دونوں فریقین کے نمائندوں نے شرکت کی جبکہ عالمی برادری نے اس پیش رفت کا خیرمقدم کیا ہے۔ [447,529,507,613]
serial-number: جمبر 16 [287,745,315,754]
serial-label: اسرائیل حملے [387,2140,415,2146]
article-text: عالمی سطح پر پاکستان کی کامیاب سفارت کاری کے نتیجے میں امریکہ اور ایران کے درمیان جنگ بندی کا اعلان کر دیا گیا ہے اور اس سلسلے میں وزیراعظم پاکستان نے دونوں ممالک کی قیادت سے رابطے کیے۔ ذرائع کے مطابق فیلڈ مارشل نے بھی اس عمل میں کلیدی کردار ادا کیا اور خطے میں امن کے قیام کے لیے مسلسل کوششیں جاری رکھیں۔ دفتر خارجہ کے ترجمان نے کہا کہ پاکستان ہمیشہ سے تنازعات کے پرامن حل کا حامی رہا ہے اور آئندہ بھی اپنا کردار ادا کرتا رہے گا۔ اسلام آباد میں ہونے والے مذاکرات میں دونوں فریقین کے نمائندوں نے شرکت کی جبکہ عالمی برادری نے اس پیش رفت کا خیرمقدم کیا ہے۔ [320,548,380,633]
article-text: عالمی سطح پر پاکستان کی کامیاب سفارت کاری کے نتیجے میں امریکہ اور ایران کے درمیان جنگ بندی کا اعلان کر دیا گیا ہے اور اس سلسلے میں وزیراعظم پاکستان نے دونوں ممالک کی قیادت سے رابطے کیے۔ ذرائع کے مطابق فیلڈ مارشل نے بھی اس عمل میں کلیدی کردار ادا کیا اور خطے میں امن کے قیام کے لیے مسلسل کوششیں جاری رکھیں۔ دفتر خارجہ کے ترجمان نے کہا کہ پاکستان ہمیشہ سے تنازعات کے پرامن حل کا حامی رہا ہے اور آئندہ بھی اپنا کردار ادا کرتا رہے گا۔ اسلام آباد میں ہونے والے مذاکرات میں دونوں فریقین کے نمائندوں نے شرکت کی جبکہ عالمی برادری نے اس پیش رفت کا خیرمقدم کیا ہے۔ [511,2249,572,2334]
article-text: عالمی سطح پر پاکستان کی کامیاب سفارت کاری کے نتیجے میں امریکہ اور ایران کے درمیان جنگ بندی کا اعلان کر دیا گیا ہے اور اس سلسلے میں وزیراعظم پاکستان نے دونوں ممالک کی قیادت سے رابطے کیے۔ ذرائع کے مطابق فیلڈ مارشل نے بھی اس عمل میں کلیدی کردار ادا کیا اور خطے میں امن کے قیام کے لیے مسلسل کوششیں جاری رکھیں۔ دفتر خارجہ کے ترجمان نے کہا کہ پاکستان ہمیشہ سے تنازعات کے پرامن حل کا حامی رہا ہے اور آئندہ بھی اپنا کردار ادا کرتا رہے گا۔ اسلام آباد میں ہونے والے مذاکرات میں دونوں فریقین کے نمائندوں نے شرکت کی جبکہ عالمی برادری نے اس پیش رفت کا خیرمقدم کیا ہے۔ [384,1965,443,2050]
article-text: عالمی سطح پر پاکستان کی کامیاب سفارت کاری کے نتیجے میں امریکہ اور ایران کے درمیان جنگ بندی کا اعلان کر دیا گیا ہے اور اس سلسلے میں وزیراعظم پاکستان نے دونوں ممالک کی قیادت سے رابطے کیے۔ ذرائع کے مطابق فیلڈ مارشل نے بھی اس عمل میں کلیدی کردار ادا کیا اور خطے میں امن کے قیام کے لیے مسلسل کوششیں جاری رکھیں۔ دفتر خارجہ کے ترجمان نے کہا کہ پاکستان ہمیشہ سے تنازعات کے پرامن حل کا حامی رہا ہے اور آئندہ بھی اپنا کردار ادا کرتا رہے گا۔ اسلام آباد میں ہونے والے مذاکرات میں دونوں فریقین کے نمائندوں نے شرکت کی جبکہ عالمی برادری نے اس پیش رفت کا خیرمقدم کیا ہے۔ [447,1823,507,1907]
article-text: عالمی سطح پر پاکستان کی کامیاب سفارت کاری کے نتیجے میں امریکہ اور ایران کے درمیان جنگ بندی کا اعلان کر دیا گیا ہے اور اس سلسلے میں وزیراعظم پاکستان نے دونوں ممالک کی قیادت سے رابطے کیے۔ ذرائع کے مطابق فیلڈ مارشل نے بھی اس عمل میں کلیدی کردار ادا کیا اور خطے میں امن کے قیام کے لیے مسلسل کوششیں جاری رکھیں۔ دفتر خارجہ کے ترجمان نے کہا کہ پاکستان ہمیشہ سے تنازعات کے پرامن حل کا حامی رہا ہے اور آئندہ بھی اپنا کردار ادا کرتا رہے گا۔ اسلام آباد میں ہونے والے مذاکرات میں دونوں فریقین کے نمائندوں نے شرکت کی جبکہ عالمی برادری نے اس پیش رفت کا خیرمقدم کیا ہے۔ [256,842,316,927]
article-text: عالمی سطح پر پاکستان کی کامیاب سفارت کاری کے نتیجے میں امریکہ اور ایران کے درمیان جنگ بندی کا اعلان کر دیا گیا ہے اور اس سلسلے میں وزیراعظم پاکستان نے دونوں ممالک کی قیادت سے رابطے کیے۔ ذرائع کے مطابق فیلڈ مارشل نے بھی اس عمل میں کلیدی کردار ادا کیا اور خطے میں امن کے قیام کے لیے مسلسل کوششیں جاری رکھیں۔ دفتر خارجہ کے ترجمان نے کہا کہ پاکستان ہمیشہ سے تنازعات کے پرامن حل کا حامی رہا ہے اور آئندہ بھی اپنا کردار ادا کرتا رہے گا۔ اسلام آباد میں ہونے والے مذاکرات میں دونوں فریقین کے نمائندوں نے شرکت کی جبکہ عالمی برادری نے اس پیش رفت کا خیرمقدم کیا ہے۔ [129,2406,189,2490]
article-text: عالمی سطح پر پاکستان کی کامیاب سفارت کاری کے نتیجے میں امریکہ اور ایران کے درمیان جنگ بندی کا اعلان کر دیا گیا ہے اور اس سلسلے میں وزیراعظم پاکستان نے دونوں ممالک کی قیادت سے رابطے کیے۔ ذرائع کے مطابق فیلڈ مارشل نے بھی اس عمل میں کلیدی کردار ادا کیا اور خطے میں امن کے قیام کے لیے مسلسل کوششیں جاری رکھیں۔ دفتر خارجہ کے ترجمان نے کہا کہ پاکستان ہمیشہ سے تنازعات کے پرامن حل کا حامی رہا ہے اور آئندہ بھی اپنا کردار ادا کرتا رہے گا۔ اسلام آباد میں ہونے والے مذاکرات میں دونوں فریقین کے نمائندوں نے شرکت کی جبکہ عالمی برادری نے اس پیش رفت کا خیرمقدم کیا ہے۔ [447,273,507,358]
notice-signature: STF [66,428,73,432]
court-notice: عدالت عالیہ سندھ کراچی میں دائر درخواست کے سلسلے میں فریق کو مطلع کیا جاتا ہے کہ وہ مقررہ تاریخ پر بذات خود یا بذریعہ وکیل حاضر ہو کر جواب داخل کریں بصورت دیگر کارروائی یکطرفہ عمل میں لائی جائے گی۔ بحکم عدالت سینئر سول جج کراچی۔ [66,161,125,195]
article-text: عالمی سطح پر پاکستان کی کامیاب سفارت کاری کے نتیجے میں امریکہ اور ایران کے درمیان جنگ بندی کا اعلان کر دیا گیا ہے اور اس سلسلے میں وزیراعظم پاکستان نے دونوں ممالک کی قیادت سے رابطے کیے۔ ذرائع کے مطابق فیلڈ مارشل نے بھی اس عمل میں کلیدی کردار ادا کیا اور خطے میں امن کے قیام کے لیے مسلسل کوششیں جاری رکھیں۔ دفتر خارجہ کے ترجمان نے کہا کہ پاکستان ہمیشہ سے تنازعات کے پرامن حل کا حامی رہا ہے اور آئندہ بھی اپنا کردار ادا کرتا رہے گا۔ اسلام آباد میں ہونے والے مذاکرات میں دونوں فریقین کے نمائندوں نے شرکت کی جبکہ عالمی برادری نے اس پیش رفت کا خیرمقدم کیا ہے۔ [193,458,252,543]
article-text: عالمی سطح پر پاکستان کی کامیاب سفارت کاری کے نتیجے میں امریکہ اور ایران کے درمیان جنگ بندی کا اعلان کر دیا گیا ہے اور اس سلسلے میں وزیراعظم پاکستان نے دونوں ممالک کی قیادت سے رابطے کیے۔ ذرائع کے مطابق فیلڈ مارشل نے بھی اس عمل میں کلیدی کردار ادا کیا اور خطے میں امن کے قیام کے لیے مسلسل کوششیں جاری رکھیں۔ دفتر خارجہ کے ترجمان نے کہا کہ پاکستان ہمیشہ سے تنازعات کے پرامن حل کا حامی رہا ہے اور آئندہ بھی اپنا کردار ادا کرتا رہے گا۔ اسلام آباد میں ہونے والے مذاکرات میں دونوں فریقین کے نمائندوں نے شرکت کی جبکہ عالمی برادری نے اس پیش رفت کا خیرمقدم کیا ہے۔ [447,2335,507,2419]
article-text: عالمی سطح پر پاکستان کی کامیاب سفارت کاری کے نتیجے میں امریکہ اور ایران کے درمیان جنگ بندی کا اعلان کر دیا گیا ہے اور اس سلسلے میں وزیراعظم پاکستان نے دونوں ممالک کی قیادت سے رابطے کیے۔ ذرائع کے مطابق فیلڈ مارشل نے بھی اس عمل میں کلیدی کردار ادا کیا اور خطے میں امن کے قیام کے لیے مسلسل کوششیں جاری رکھیں۔ دفتر خارجہ کے ترجمان نے کہا کہ پاکستان ہمیشہ سے تنازعات کے پرامن حل کا حامی رہا ہے اور آئندہ بھی اپنا کردار ادا کرتا رہے گا۔ اسلام آباد میں ہونے والے مذاکرات میں دونوں فریقین کے نمائندوں نے شرکت کی جبکہ عالمی برادری نے اس پیش رفت کا خیرمقدم کیا ہے۔ [129,2320,189,2405]
article-text: عالمی سطح پر پاکستان کی کامیاب سفارت کاری کے نتیجے میں امریکہ اور ایران کے درمیان جنگ بندی کا اعلان کر دیا گیا ہے اور اس سلسلے میں وزیراعظم پاکستان نے دونوں ممالک کی قیادت سے رابطے کیے۔ ذرائع کے مطابق فیلڈ مارشل نے بھی اس عمل میں کلیدی کردار ادا کیا اور خطے میں امن کے قیام کے لیے مسلسل کوششیں جاری رکھیں۔ دفتر خارجہ کے ترجمان نے کہا کہ پاکستان ہمیشہ سے تنازعات کے پرامن حل کا حامی رہا ہے اور آئندہ بھی اپنا کردار ادا کرتا رہے گا۔ اسلام آباد میں ہونے والے مذاکرات میں دونوں فریقین کے نمائندوں نے شرکت کی جبکہ عالمی برادری نے اس پیش رفت کا خیرمقدم کیا ہے۔ [384,1624,443,1709]
serial-heading [320,451,380,461]
article-text: عالمی سطح پر پاکستان کی کامیاب سفارت کاری کے نتیجے میں امریکہ اور ایران کے درمیان جنگ بندی کا اعلان کر دیا گیا ہے اور اس سلسلے میں وزیراعظم پاکستان نے دونوں ممالک کی قیادت سے رابطے کیے۔ ذرائع کے مطابق فیلڈ مارشل نے بھی اس عمل میں کلیدی کردار ادا کیا اور خطے میں امن کے قیام کے لیے مسلسل کوششیں جاری رکھیں۔ دفتر خارجہ کے ترجمان نے کہا کہ پاکستان ہمیشہ سے تنازعات کے پرامن حل کا حامی رہا ہے اور آئندہ بھی اپنا کردار ادا کرتا رہے گا۔ اسلام آباد میں ہونے والے مذاکرات میں دونوں فریقین کے نمائندوں نے شرکت کی جبکہ عالمی برادری نے اس پیش رفت کا خیرمقدم کیا ہے۔ [447,614,507,698]
serial-label: آبنائے ہرمز [326,453,349,458]
court-notice: عدالت عالیہ سندھ کراچی میں دائر درخواست کے سلسلے میں فریق کو مطلع کیا جاتا ہے کہ وہ مقررہ تاریخ پر بذات خود یا بذریعہ وکیل حاضر ہو کر جواب داخل کریں بصورت دیگر کارروائی یکطرفہ عمل میں لائی جائے گی۔ بحکم عدالت سینئر سول جج کراچی۔ [66,471,125,506]
article-text: عالمی سطح پر پاکستان کی کامیاب سفارت کاری کے نتیجے میں امریکہ اور ایران کے درمیان جنگ بندی کا اعلان کر دیا گیا ہے اور اس سلسلے میں وزیراعظم پاکستان نے دونوں ممالک کی قیادت سے رابطے کیے۔ ذرائع کے مطابق فیلڈ مارشل نے بھی اس عمل میں کلیدی کردار ادا کیا اور خطے میں امن کے قیام کے لیے مسلسل کوششیں جاری رکھیں۔ دفتر خارجہ کے ترجمان نے کہا کہ پاکستان ہمیشہ سے تنازعات کے پرامن حل کا حامی رہا ہے اور آئندہ بھی اپنا کردار ادا کرتا رہے گا۔ اسلام آباد میں ہونے والے مذاکرات میں دونوں فریقین کے نمائندوں نے شرکت کی جبکہ عالمی برادری نے اس پیش رفت کا خیرمقدم کیا ہے۔ [193,1283,252,1368]
serial-heading [256,559,316,570]
article-text: عالمی سطح پر پاکستان کی کامیاب سفارت کاری کے نتیجے میں امریکہ اور ایران کے درمیان جنگ بندی کا اعلان کر دیا گیا ہے اور اس سلسلے میں وزیراعظم پاکستان نے دونوں ممالک کی قیادت سے رابطے کیے۔ ذرائع کے مطابق فیلڈ مارشل نے بھی اس عمل میں کلیدی کردار ادا کیا اور خطے میں امن کے قیام کے لیے مسلسل کوششیں جاری رکھیں۔ دفتر خارجہ کے ترجمان نے کہا کہ پاکستان ہمیشہ سے تنازعات کے پرامن حل کا حامی رہا ہے اور آئندہ بھی اپنا کردار ادا کرتا رہے گا۔ اسلام آباد میں ہونے والے مذاکرات میں دونوں فریقین کے نمائندوں نے شرکت کی جبکہ عالمی برادری نے اس پیش رفت کا خیرمقدم کیا ہے۔ [320,2386,380,2470]
article-text: عالمی سطح پر پاکستان کی کامیاب سفارت کاری کے نتیجے میں امریکہ اور ایران کے درمیان جنگ بندی کا اعلان کر دیا گیا ہے اور اس سلسلے میں وزیراعظم پاکستان نے دونوں ممالک کی قیادت سے رابطے کیے۔ ذرائع کے مطابق فیلڈ مارشل نے بھی اس عمل میں کلیدی کردار ادا کیا اور خطے میں امن کے قیام کے لیے مسلسل کوششیں جاری رکھیں۔ دفتر خارجہ کے ترجمان نے کہا کہ پاکستان ہمیشہ سے تنازعات کے پرامن حل کا حامی رہا ہے اور آئندہ بھی اپنا کردار ادا کرتا رہے گا۔ اسلام آباد میں ہونے والے مذاکرات میں دونوں فریقین کے نمائندوں نے شرکت کی جبکہ عالمی برادری نے اس پیش رفت کا خیرمقدم کیا ہے۔ [320,1874,380,1959]
notice-signature: STF [66,583,73,587]
article-text: عالمی سطح پر پاکستان کی کامیاب سفارت کاری کے نتیجے میں امریکہ اور ایران کے درمیان جنگ بندی کا اعلان کر دیا گیا ہے اور اس سلسلے میں وزیراعظم پاکستان نے دونوں ممالک کی قیادت سے رابطے کیے۔ ذرائع کے مطابق فیلڈ مارشل نے بھی اس عمل میں کلیدی کردار ادا کیا اور خطے میں امن کے قیام کے لیے مسلسل کوششیں جاری رکھیں۔ دفتر خارجہ کے ترجمان نے کہا کہ پاکستان ہمیشہ سے تنازعات کے پرامن حل کا حامی رہا ہے اور آئندہ بھی اپنا کردار ادا کرتا رہے گا۔ اسلام آباد میں ہونے والے مذاکرات میں دونوں فریقین کے نمائندوں نے شرکت کی جبکہ عالمی برادری نے اس پیش رفت کا خیرمقدم کیا ہے۔ [447,1297,507,1381]
masthead [0,0,573,14]
article-text: عالمی سطح پر پاکستان کی کامیاب سفارت کاری کے نتیجے میں امریکہ اور ایران کے درمیان جنگ بندی کا اعلان کر دیا گیا ہے اور اس سلسلے میں وزیراعظم پاکستان نے دونوں ممالک کی قیادت سے رابطے کیے۔ ذرائع کے مطابق فیلڈ مارشل نے بھی اس عمل میں کلیدی کردار ادا کیا اور خطے میں امن کے قیام کے لیے مسلسل کوششیں جاری رکھیں۔ دفتر خارجہ کے ترجمان نے کہا کہ پاکستان ہمیشہ سے تنازعات کے پرامن حل کا حامی رہا ہے اور آئندہ بھی اپنا کردار ادا کرتا رہے گا۔ اسلام آباد میں ہونے والے مذاکرات میں دونوں فریقین کے نمائندوں نے شرکت کی جبکہ عالمی برادری نے اس پیش رفت کا خیرمقدم کیا ہے۔ [511,1567,572,1651]
serial-number: جمبر 12 [351,1863,379,1872]
article-text: عالمی سطح پر پاکستان کی کامیاب سفارت کاری کے نتیجے میں امریکہ اور ایران کے درمیان جنگ بندی کا اعلان کر دیا گیا ہے اور اس سلسلے میں وزیراعظم پاکستان نے دونوں ممالک کی قیادت سے رابطے کیے۔ ذرائع کے مطابق فیلڈ مارشل نے بھی اس عمل میں کلیدی کردار ادا کیا اور خطے میں امن کے قیام کے لیے مسلسل کوششیں جاری رکھیں۔ دفتر خارجہ کے ترجمان نے کہا کہ پاکستان ہمیشہ سے تنازعات کے پرامن حل کا حامی رہا ہے اور آئندہ بھی اپنا کردار ادا کرتا رہے گا۔ اسلام آباد میں ہونے والے مذاکرات میں دونوں فریقین کے نمائندوں نے شرکت کی جبکہ عالمی برادری نے اس پیش رفت کا خیرمقدم کیا ہے۔ [511,1993,572,2078]
article-text: عالمی سطح پر پاکستان کی کامیاب سفارت کاری کے نتیجے میں امریکہ اور ایران کے درمیان جنگ بندی کا اعلان کر دیا گیا ہے اور اس سلسلے میں وزیراعظم پاکستان نے دونوں ممالک کی قیادت سے رابطے کیے۔ ذرائع کے مطابق فیلڈ مارشل نے بھی اس عمل میں کلیدی کردار ادا کیا اور خطے میں امن کے قیام کے لیے مسلسل کوششیں جاری رکھیں۔ دفتر خارجہ کے ترجمان نے کہا کہ پاکستان ہمیشہ سے تنازعات کے پرامن حل کا حامی رہا ہے اور آئندہ بھی اپنا کردار ادا کرتا رہے گا۔ اسلام آباد میں ہونے والے مذاکرات میں دونوں فریقین کے نمائندوں نے شرکت کی جبکہ عالمی برادری نے اس پیش رفت کا خیرمقدم کیا ہے۔ [384,2150,443,2235]
court-notice: عدالت عالیہ سندھ کراچی میں دائر درخواست کے سلسلے میں فریق کو مطلع کیا جاتا ہے کہ وہ مقررہ تاریخ پر بذات خود یا بذریعہ وکیل حاضر ہو کر جواب داخل کریں بصورت دیگر کارروائی یکطرفہ عمل میں لائی جائے گی۔ بحکم عدالت سینئر سول جج کراچی۔ [2,578,61,613]
article-text: عالمی سطح پر پاکستان کی کامیاب سفارت کاری کے نتیجے میں امریکہ اور ایران کے درمیان جنگ بندی کا اعلان کر دیا گیا ہے اور اس سلسلے میں وزیراعظم پاکستان نے دونوں ممالک کی قیادت سے رابطے کیے۔ ذرائع کے مطابق فیلڈ مارشل نے بھی اس عمل میں کلیدی کردار ادا کیا اور خطے میں امن کے قیام کے لیے مسلسل کوششیں جاری رکھیں۔ دفتر خارجہ کے ترجمان نے کہا کہ پاکستان ہمیشہ سے تنازعات کے پرامن حل کا حامی رہا ہے اور آئندہ بھی اپنا کردار ادا کرتا رہے گا۔ اسلام آباد میں ہونے والے مذاکرات میں دونوں فریقین کے نمائندوں نے شرکت کی جبکہ عالمی برادری نے اس پیش رفت کا خیرمقدم کیا ہے۔ [384,116,443,201]
serial-heading [320,1862,380,1872]
serial-heading [193,1882,252,1892]
serial-number: جمبر 11 [351,1251,379,1260]
article-text: عالمی سطح پر پاکستان کی کامیاب سفارت کاری کے نتیجے میں امریکہ اور ایران کے درمیان جنگ بندی کا اعلان کر دیا گیا ہے اور اس سلسلے میں وزیراعظم پاکستان نے دونوں ممالک کی قیادت سے رابطے کیے۔ ذرائع کے مطابق فیلڈ مارشل نے بھی اس عمل میں کلیدی کردار ادا کیا اور خطے میں امن کے قیام کے لیے مسلسل کوششیں جاری رکھیں۔ دفتر خارجہ کے ترجمان نے کہا کہ پاکستان ہمیشہ سے تنازعات کے پرامن حل کا حامی رہا ہے اور آئندہ بھی اپنا کردار ادا کرتا رہے گا۔ اسلام آباد میں ہونے والے مذاکرات میں دونوں فریقین کے نمائندوں نے شرکت کی جبکہ عالمی برادری نے اس پیش رفت کا خیرمقدم کیا ہے۔ [320,1604,380,1688]
court-notice: عدالت عالیہ سندھ کراچی میں دائر درخواست کے سلسلے میں فریق کو مطلع کیا جاتا ہے کہ وہ مقررہ تاریخ پر بذات خود یا بذریعہ وکیل حاضر ہو کر جواب داخل کریں بصورت دیگر کارروائی یکطرفہ عمل میں لائی جائے گی۔ بحکم عدالت سینئر سول جج کراچی۔ [2,403,61,438]
serial-heading [193,190,252,200]
court-notice: عدالت عالیہ سندھ کراچی میں دائر درخواست کے سلسلے میں فریق کو مطلع کیا جاتا ہے کہ وہ مقررہ تاریخ پر بذات خود یا بذریعہ وکیل حاضر ہو کر جواب داخل کریں بصورت دیگر کارروائی یکطرفہ عمل میں لائی جائے گی۔ بحکم عدالت سینئر سول جج کراچی۔ [66,84,125,118]
notice-stamps [0,73,127,81]
article-text: عالمی سطح پر پاکستان کی کامیاب سفارت کاری کے نتیجے میں امریکہ اور ایران کے درمیان جنگ بندی کا اعلان کر دیا گیا ہے اور اس سلسلے میں وزیراعظم پاکستان نے دونوں ممالک کی قیادت سے رابطے کیے۔ ذرائع کے مطابق فیلڈ مارشل نے بھی اس عمل میں کلیدی کردار ادا کیا اور خطے میں امن کے قیام کے لیے مسلسل کوششیں جاری رکھیں۔ دفتر خارجہ کے ترجمان نے کہا کہ پاکستان ہمیشہ سے تنازعات کے پرامن حل کا حامی رہا ہے اور آئندہ بھی اپنا کردار ادا کرتا رہے گا۔ اسلام آباد میں ہونے والے مذاکرات میں دونوں فریقین کے نمائندوں نے شرکت کی جبکہ عالمی برادری نے اس پیش رفت کا خیرمقدم کیا ہے۔ [129,870,189,955]
serial-label: عرب ممالک [259,2226,284,2232]
article-text: عالمی سطح پر پاکستان کی کامیاب سفارت کاری کے نتیجے میں امریکہ اور ایران کے درمیان جنگ بندی کا اعلان کر دیا گیا ہے اور اس سلسلے میں وزیراعظم پاکستان نے دونوں ممالک کی قیادت سے رابطے کیے۔ ذرائع کے مطابق فیلڈ مارشل نے بھی اس عمل میں کلیدی کردار ادا کیا اور خطے میں امن کے قیام کے لیے مسلسل کوششیں جاری رکھیں۔ دفتر خارجہ کے ترجمان نے کہا کہ پاکستان ہمیشہ سے تنازعات کے پرامن حل کا حامی رہا ہے اور آئندہ بھی اپنا کردار ادا کرتا رہے گا۔ اسلام آباد میں ہونے والے مذاکرات میں دونوں فریقین کے نمائندوں نے شرکت کی جبکہ عالمی برادری نے اس پیش رفت کا خیرمقدم کیا ہے۔ [129,614,189,698]
serial-heading [447,1384,507,1395]
article-text: عالمی سطح پر پاکستان کی کامیاب سفارت کاری کے نتیجے میں امریکہ اور ایران کے درمیان جنگ بندی کا اعلان کر دیا گیا ہے اور اس سلسلے میں وزیراعظم پاکستان نے دونوں ممالک کی قیادت سے رابطے کیے۔ ذرائع کے مطابق فیلڈ مارشل نے بھی اس عمل میں کلیدی کردار ادا کیا اور خطے میں امن کے قیام کے لیے مسلسل کوششیں جاری رکھیں۔ دفتر خارجہ کے ترجمان نے کہا کہ پاکستان ہمیشہ سے تنازعات کے پرامن حل کا حامی رہا ہے اور آئندہ بھی اپنا کردار ادا کرتا رہے گا۔ اسلام آباد میں ہونے والے مذاکرات میں دونوں فریقین کے نمائندوں نے شرکت کی جبکہ عالمی برادری نے اس پیش رفت کا خیرمقدم کیا ہے۔ [511,1311,572,1396]
article-text: عالمی سطح پر پاکستان کی کامیاب سفارت کاری کے نتیجے میں امریکہ اور ایران کے درمیان جنگ بندی کا اعلان کر دیا گیا ہے اور اس سلسلے میں وزیراعظم پاکستان نے دونوں ممالک کی قیادت سے رابطے کیے۔ ذرائع کے مطابق فیلڈ مارشل نے بھی اس عمل میں کلیدی کردار ادا کیا اور خطے میں امن کے قیام کے لیے مسلسل کوششیں جاری رکھیں۔ دفتر خارجہ کے ترجمان نے کہا کہ پاکستان ہمیشہ سے تنازعات کے پرامن حل کا حامی رہا ہے اور آئندہ بھی اپنا کردار ادا کرتا رہے گا۔ اسلام آباد میں ہونے والے مذاکرات میں دونوں فریقین کے نمائندوں نے شرکت کی جبکہ عالمی برادری نے اس پیش رفت کا خیرمقدم کیا ہے۔ [511,1738,572,1822]
article-text: عالمی سطح پر پاکستان کی کامیاب سفارت کاری کے نتیجے میں امریکہ اور ایران کے درمیان جنگ بندی کا اعلان کر دیا گیا ہے اور اس سلسلے میں وزیراعظم پاکستان نے دونوں ممالک کی قیادت سے رابطے کیے۔ ذرائع کے مطابق فیلڈ مارشل نے بھی اس عمل میں کلیدی کردار ادا کیا اور خطے میں امن کے قیام کے لیے مسلسل کوششیں جاری رکھیں۔ دفتر خارجہ کے ترجمان نے کہا کہ پاکستان ہمیشہ سے تنازعات کے پرامن حل کا حامی رہا ہے اور آئندہ بھی اپنا کردار ادا کرتا رہے گا۔ اسلام آباد میں ہونے والے مذاکرات میں دونوں فریقین کے نمائندوں نے شرکت کی جبکہ عالمی برادری نے اس پیش رفت کا خیرمقدم کیا ہے۔ [511,1226,572,1310]
masthead-english: THE DAILY UMMAT,THURSDAY APRIL 09,2026 [1,1,158,10]
court-notice: عدالت عالیہ سندھ کراچی میں دائر درخواست کے سلسلے میں فریق کو مطلع کیا جاتا ہے کہ وہ مقررہ تاریخ پر بذات خود یا بذریعہ وکیل حاضر ہو کر جواب داخل کریں بصورت دیگر کارروائی یکطرفہ عمل میں لائی جائے گی۔ بحکم عدالت سینئر سول جج کراچی۔ [2,473,61,507]
article-text: عالمی سطح پر پاکستان کی کامیاب سفارت کاری کے نتیجے میں امریکہ اور ایران کے درمیان جنگ بندی کا اعلان کر دیا گیا ہے اور اس سلسلے میں وزیراعظم پاکستان نے دونوں ممالک کی قیادت سے رابطے کیے۔ ذرائع کے مطابق فیلڈ مارشل نے بھی اس عمل میں کلیدی کردار ادا کیا اور خطے میں امن کے قیام کے لیے مسلسل کوششیں جاری رکھیں۔ دفتر خارجہ کے ترجمان نے کہا کہ پاکستان ہمیشہ سے تنازعات کے پرامن حل کا حامی رہا ہے اور آئندہ بھی اپنا کردار ادا کرتا رہے گا۔ اسلام آباد میں ہونے والے مذاکرات میں دونوں فریقین کے نمائندوں نے شرکت کی جبکہ عالمی برادری نے اس پیش رفت کا خیرمقدم کیا ہے۔ [129,1979,189,2064]
article-text: عالمی سطح پر پاکستان کی کامیاب سفارت کاری کے نتیجے میں امریکہ اور ایران کے درمیان جنگ بندی کا اعلان کر دیا گیا ہے اور اس سلسلے میں وزیراعظم پاکستان نے دونوں ممالک کی قیادت سے رابطے کیے۔ ذرائع کے مطابق فیلڈ مارشل نے بھی اس عمل میں کلیدی کردار ادا کیا اور خطے میں امن کے قیام کے لیے مسلسل کوششیں جاری رکھیں۔ دفتر خارجہ کے ترجمان نے کہا کہ پاکستان ہمیشہ سے تنازعات کے پرامن حل کا حامی رہا ہے اور آئندہ بھی اپنا کردار ادا کرتا رہے گا۔ اسلام آباد میں ہونے والے مذاکرات میں دونوں فریقین کے نمائندوں نے شرکت کی جبکہ عالمی برادری نے اس پیش رفت کا خیرمقدم کیا ہے۔ [193,202,252,287]
article-text: عالمی سطح پر پاکستان کی کامیاب سفارت کاری کے نتیجے میں امریکہ اور ایران کے درمیان جنگ بندی کا اعلان کر دیا گیا ہے اور اس سلسلے میں وزیراعظم پاکستان نے دونوں ممالک کی قیادت سے رابطے کیے۔ ذرائع کے مطابق فیلڈ مارشل نے بھی اس عمل میں کلیدی کردار ادا کیا اور خطے میں امن کے قیام کے لیے مسلسل کوششیں جاری رکھیں۔ دفتر خارجہ کے ترجمان نے کہا کہ پاکستان ہمیشہ سے تنازعات کے پرامن حل کا حامی رہا ہے اور آئندہ بھی اپنا کردار ادا کرتا رہے گا۔ اسلام آباد میں ہونے والے مذاکرات میں دونوں فریقین کے نمائندوں نے شرکت کی جبکہ عالمی برادری نے اس پیش رفت کا خیرمقدم کیا ہے۔ [384,1140,443,1225]
article-text: عالمی سطح پر پاکستان کی کامیاب سفارت کاری کے نتیجے میں امریکہ اور ایران کے درمیان جنگ بندی کا اعلان کر دیا گیا ہے اور اس سلسلے میں وزیراعظم پاکستان نے دونوں ممالک کی قیادت سے رابطے کیے۔ ذرائع کے مطابق فیلڈ مارشل نے بھی اس عمل میں کلیدی کردار ادا کیا اور خطے میں امن کے قیام کے لیے مسلسل کوششیں جاری رکھیں۔ دفتر خارجہ کے ترجمان نے کہا کہ پاکستان ہمیشہ سے تنازعات کے پرامن حل کا حامی رہا ہے اور آئندہ بھی اپنا کردار ادا کرتا رہے گا۔ اسلام آباد میں ہونے والے مذاکرات میں دونوں فریقین کے نمائندوں نے شرکت کی جبکہ عالمی برادری نے اس پیش رفت کا خیرمقدم کیا ہے۔ [193,1112,252,1197]
article-text: عالمی سطح پر پاکستان کی کامیاب سفارت کاری کے نتیجے میں امریکہ اور ایران کے درمیان جنگ بندی کا اعلان کر دیا گیا ہے اور اس سلسلے میں وزیراعظم پاکستان نے دونوں ممالک کی قیادت سے رابطے کیے۔ ذرائع کے مطابق فیلڈ مارشل نے بھی اس عمل میں کلیدی کردار ادا کیا اور خطے میں امن کے قیام کے لیے مسلسل کوششیں جاری رکھیں۔ دفتر خارجہ کے ترجمان نے کہا کہ پاکستان ہمیشہ سے تنازعات کے پرامن حل کا حامی رہا ہے اور آئندہ بھی اپنا کردار ادا کرتا رہے گا۔ اسلام آباد میں ہونے والے مذاکرات میں دونوں فریقین کے نمائندوں نے شرکت کی جبکہ عالمی برادری نے اس پیش رفت کا خیرمقدم کیا ہے۔ [447,1738,507,1822]
article-text: عالمی سطح پر پاکستان کی کامیاب سفارت کاری کے نتیجے میں امریکہ اور ایران کے درمیان جنگ بندی کا اعلان کر دیا گیا ہے اور اس سلسلے میں وزیراعظم پاکستان نے دونوں ممالک کی قیادت سے رابطے کیے۔ ذرائع کے مطابق فیلڈ مارشل نے بھی اس عمل میں کلیدی کردار ادا کیا اور خطے میں امن کے قیام کے لیے مسلسل کوششیں جاری رکھیں۔ دفتر خارجہ کے ترجمان نے کہا کہ پاکستان ہمیشہ سے تنازعات کے پرامن حل کا حامی رہا ہے اور آئندہ بھی اپنا کردار ادا کرتا رہے گا۔ اسلام آباد میں ہونے والے مذاکرات میں دونوں فریقین کے نمائندوں نے شرکت کی جبکہ عالمی برادری نے اس پیش رفت کا خیرمقدم کیا ہے۔ [256,1525,316,1609]
serial-label: وزارت [201,1102,214,1108]
serial-number: جمبر 3 [418,20,443,29]
information-domain-note: Information Domain [339,804,380,808]
article-text: عالمی سطح پر پاکستان کی کامیاب سفارت کاری کے نتیجے میں امریکہ اور ایران کے درمیان جنگ بندی کا اعلان کر دیا گیا ہے اور اس سلسلے میں وزیراعظم پاکستان نے دونوں ممالک کی قیادت سے رابطے کیے۔ ذرائع کے مطابق فیلڈ مارشل نے بھی اس عمل میں کلیدی کردار ادا کیا اور خطے میں امن کے قیام کے لیے مسلسل کوششیں جاری رکھیں۔ دفتر خارجہ کے ترجمان نے کہا کہ پاکستان ہمیشہ سے تنازعات کے پرامن حل کا حامی رہا ہے اور آئندہ بھی اپنا کردار ادا کرتا رہے گا۔ اسلام آباد میں ہونے والے مذاکرات میں دونوں فریقین کے نمائندوں نے شرکت کی جبکہ عالمی برادری نے اس پیش رفت کا خیرمقدم کیا ہے۔ [256,287,316,372]
article-text: عالمی سطح پر پاکستان کی کامیاب سفارت کاری کے نتیجے میں امریکہ اور ایران کے درمیان جنگ بندی کا اعلان کر دیا گیا ہے اور اس سلسلے میں وزیراعظم پاکستان نے دونوں ممالک کی قیادت سے رابطے کیے۔ ذرائع کے مطابق فیلڈ مارشل نے بھی اس عمل میں کلیدی کردار ادا کیا اور خطے میں امن کے قیام کے لیے مسلسل کوششیں جاری رکھیں۔ دفتر خارجہ کے ترجمان نے کہا کہ پاکستان ہمیشہ سے تنازعات کے پرامن حل کا حامی رہا ہے اور آئندہ بھی اپنا کردار ادا کرتا رہے گا۔ اسلام آباد میں ہونے والے مذاکرات میں دونوں فریقین کے نمائندوں نے شرکت کی جبکہ عالمی برادری نے اس پیش رفت کا خیرمقدم کیا ہے۔ [384,202,443,287]
article-text: عالمی سطح پر پاکستان کی کامیاب سفارت کاری کے نتیجے میں امریکہ اور ایران کے درمیان جنگ بندی کا اعلان کر دیا گیا ہے اور اس سلسلے میں وزیراعظم پاکستان نے دونوں ممالک کی قیادت سے رابطے کیے۔ ذرائع کے مطابق فیلڈ مارشل نے بھی اس عمل میں کلیدی کردار ادا کیا اور خطے میں امن کے قیام کے لیے مسلسل کوششیں جاری رکھیں۔ دفتر خارجہ کے ترجمان نے کہا کہ پاکستان ہمیشہ سے تنازعات کے پرامن حل کا حامی رہا ہے اور آئندہ بھی اپنا کردار ادا کرتا رہے گا۔ اسلام آباد میں ہونے والے مذاکرات میں دونوں فریقین کے نمائندوں نے شرکت کی جبکہ عالمی برادری نے اس پیش رفت کا خیرمقدم کیا ہے۔ [320,102,380,187]
article-text: عالمی سطح پر پاکستان کی کامیاب سفارت کاری کے نتیجے میں امریکہ اور ایران کے درمیان جنگ بندی کا اعلان کر دیا گیا ہے اور اس سلسلے میں وزیراعظم پاکستان نے دونوں ممالک کی قیادت سے رابطے کیے۔ ذرائع کے مطابق فیلڈ مارشل نے بھی اس عمل میں کلیدی کردار ادا کیا اور خطے میں امن کے قیام کے لیے مسلسل کوششیں جاری رکھیں۔ دفتر خارجہ کے ترجمان نے کہا کہ پاکستان ہمیشہ سے تنازعات کے پرامن حل کا حامی رہا ہے اور آئندہ بھی اپنا کردار ادا کرتا رہے گا۔ اسلام آباد میں ہونے والے مذاکرات میں دونوں فریقین کے نمائندوں نے شرکت کی جبکہ عالمی برادری نے اس پیش رفت کا خیرمقدم کیا ہے۔ [511,202,572,287]
article-text: عالمی سطح پر پاکستان کی کامیاب سفارت کاری کے نتیجے میں امریکہ اور ایران کے درمیان جنگ بندی کا اعلان کر دیا گیا ہے اور اس سلسلے میں وزیراعظم پاکستان نے دونوں ممالک کی قیادت سے رابطے کیے۔ ذرائع کے مطابق فیلڈ مارشل نے بھی اس عمل میں کلیدی کردار ادا کیا اور خطے میں امن کے قیام کے لیے مسلسل کوششیں جاری رکھیں۔ دفتر خارجہ کے ترجمان نے کہا کہ پاکستان ہمیشہ سے تنازعات کے پرامن حل کا حامی رہا ہے اور آئندہ بھی اپنا کردار ادا کرتا رہے گا۔ اسلام آباد میں ہونے والے مذاکرات میں دونوں فریقین کے نمائندوں نے شرکت کی جبکہ عالمی برادری نے اس پیش رفت کا خیرمقدم کیا ہے۔ [447,870,507,955]
article-text: عالمی سطح پر پاکستان کی کامیاب سفارت کاری کے نتیجے میں امریکہ اور ایران کے درمیان جنگ بندی کا اعلان کر دیا گیا ہے اور اس سلسلے میں وزیراعظم پاکستان نے دونوں ممالک کی قیادت سے رابطے کیے۔ ذرائع کے مطابق فیلڈ مارشل نے بھی اس عمل میں کلیدی کردار ادا کیا اور خطے میں امن کے قیام کے لیے مسلسل کوششیں جاری رکھیں۔ دفتر خارجہ کے ترجمان نے کہا کہ پاکستان ہمیشہ سے تنازعات کے پرامن حل کا حامی رہا ہے اور آئندہ بھی اپنا کردار ادا کرتا رہے گا۔ اسلام آباد میں ہونے والے مذاکرات میں دونوں فریقین کے نمائندوں نے شرکت کی جبکہ عالمی برادری نے اس پیش رفت کا خیرمقدم کیا ہے۔ [511,629,572,713]
article-text: عالمی سطح پر پاکستان کی کامیاب سفارت کاری کے نتیجے میں امریکہ اور ایران کے درمیان جنگ بندی کا اعلان کر دیا گیا ہے اور اس سلسلے میں وزیراعظم پاکستان نے دونوں ممالک کی قیادت سے رابطے کیے۔ ذرائع کے مطابق فیلڈ مارشل نے بھی اس عمل میں کلیدی کردار ادا کیا اور خطے میں امن کے قیام کے لیے مسلسل کوششیں جاری رکھیں۔ دفتر خارجہ کے ترجمان نے کہا کہ پاکستان ہمیشہ سے تنازعات کے پرامن حل کا حامی رہا ہے اور آئندہ بھی اپنا کردار ادا کرتا رہے گا۔ اسلام آباد میں ہونے والے مذاکرات میں دونوں فریقین کے نمائندوں نے شرکت کی جبکہ عالمی برادری نے اس پیش رفت کا خیرمقدم کیا ہے۔ [256,2051,316,2135]
article-text: عالمی سطح پر پاکستان کی کامیاب سفارت کاری کے نتیجے میں امریکہ اور ایران کے درمیان جنگ بندی کا اعلان کر دیا گیا ہے اور اس سلسلے میں وزیراعظم پاکستان نے دونوں ممالک کی قیادت سے رابطے کیے۔ ذرائع کے مطابق فیلڈ مارشل نے بھی اس عمل میں کلیدی کردار ادا کیا اور خطے میں امن کے قیام کے لیے مسلسل کوششیں جاری رکھیں۔ دفتر خارجہ کے ترجمان نے کہا کہ پاکستان ہمیشہ سے تنازعات کے پرامن حل کا حامی رہا ہے اور آئندہ بھی اپنا کردار ادا کرتا رہے گا۔ اسلام آباد میں ہونے والے مذاکرات میں دونوں فریقین کے نمائندوں نے شرکت کی جبکہ عالمی برادری نے اس پیش رفت کا خیرمقدم کیا ہے۔ [384,1795,443,1879]
article-text: عالمی سطح پر پاکستان کی کامیاب سفارت کاری کے نتیجے میں امریکہ اور ایران کے درمیان جنگ بندی کا اعلان کر دیا گیا ہے اور اس سلسلے میں وزیراعظم پاکستان نے دونوں ممالک کی قیادت سے رابطے کیے۔ ذرائع کے مطابق فیلڈ مارشل نے بھی اس عمل میں کلیدی کردار ادا کیا اور خطے میں امن کے قیام کے لیے مسلسل کوششیں جاری رکھیں۔ دفتر خارجہ کے ترجمان نے کہا کہ پاکستان ہمیشہ سے تنازعات کے پرامن حل کا حامی رہا ہے اور آئندہ بھی اپنا کردار ادا کرتا رہے گا۔ اسلام آباد میں ہونے والے مذاکرات میں دونوں فریقین کے نمائندوں نے شرکت کی جبکہ عالمی برادری نے اس پیش رفت کا خیرمقدم کیا ہے۔ [384,287,443,372]
article-text: عالمی سطح پر پاکستان کی کامیاب سفارت کاری کے نتیجے میں امریکہ اور ایران کے درمیان جنگ بندی کا اعلان کر دیا گیا ہے اور اس سلسلے میں وزیراعظم پاکستان نے دونوں ممالک کی قیادت سے رابطے کیے۔ ذرائع کے مطابق فیلڈ مارشل نے بھی اس عمل میں کلیدی کردار ادا کیا اور خطے میں امن کے قیام کے لیے مسلسل کوششیں جاری رکھیں۔ دفتر خارجہ کے ترجمان نے کہا کہ پاکستان ہمیشہ سے تنازعات کے پرامن حل کا حامی رہا ہے اور آئندہ بھی اپنا کردار ادا کرتا رہے گا۔ اسلام آباد میں ہونے والے مذاکرات میں دونوں فریقین کے نمائندوں نے شرکت کی جبکہ عالمی برادری نے اس پیش رفت کا خیرمقدم کیا ہے۔ [320,1959,380,2044]
article-text: عالمی سطح پر پاکستان کی کامیاب سفارت کاری کے نتیجے میں امریکہ اور ایران کے درمیان جنگ بندی کا اعلان کر دیا گیا ہے اور اس سلسلے میں وزیراعظم پاکستان نے دونوں ممالک کی قیادت سے رابطے کیے۔ ذرائع کے مطابق فیلڈ مارشل نے بھی اس عمل میں کلیدی کردار ادا کیا اور خطے میں امن کے قیام کے لیے مسلسل کوششیں جاری رکھیں۔ دفتر خارجہ کے ترجمان نے کہا کہ پاکستان ہمیشہ سے تنازعات کے پرامن حل کا حامی رہا ہے اور آئندہ بھی اپنا کردار ادا کرتا رہے گا۔ اسلام آباد میں ہونے والے مذاکرات میں دونوں فریقین کے نمائندوں نے شرکت کی جبکہ عالمی برادری نے اس پیش رفت کا خیرمقدم کیا ہے۔ [320,1774,380,1859]
article-text: عالمی سطح پر پاکستان کی کامیاب سفارت کاری کے نتیجے میں امریکہ اور ایران کے درمیان جنگ بندی کا اعلان کر دیا گیا ہے اور اس سلسلے میں وزیراعظم پاکستان نے دونوں ممالک کی قیادت سے رابطے کیے۔ ذرائع کے مطابق فیلڈ مارشل نے بھی اس عمل میں کلیدی کردار ادا کیا اور خطے میں امن کے قیام کے لیے مسلسل کوششیں جاری رکھیں۔ دفتر خارجہ کے ترجمان نے کہا کہ پاکستان ہمیشہ سے تنازعات کے پرامن حل کا حامی رہا ہے اور آئندہ بھی اپنا کردار ادا کرتا رہے گا۔ اسلام آباد میں ہونے والے مذاکرات میں دونوں فریقین کے نمائندوں نے شرکت کی جبکہ عالمی برادری نے اس پیش رفت کا خیرمقدم کیا ہے۔ [193,2335,252,2420]
serial-label: بلیک آؤٹ [392,1614,410,1620]
notice-signature: STF [66,777,73,781]
serial-label: عدالت [201,1885,215,1891]
article-text: عالمی سطح پر پاکستان کی کامیاب سفارت کاری کے نتیجے میں امریکہ اور ایران کے درمیان جنگ بندی کا اعلان کر دیا گیا ہے اور اس سلسلے میں وزیراعظم پاکستان نے دونوں ممالک کی قیادت سے رابطے کیے۔ ذرائع کے مطابق فیلڈ مارشل نے بھی اس عمل میں کلیدی کردار ادا کیا اور خطے میں امن کے قیام کے لیے مسلسل کوششیں جاری رکھیں۔ دفتر خارجہ کے ترجمان نے کہا کہ پاکستان ہمیشہ سے تنازعات کے پرامن حل کا حامی رہا ہے اور آئندہ بھی اپنا کردار ادا کرتا رہے گا۔ اسلام آباد میں ہونے والے مذاکرات میں دونوں فریقین کے نمائندوں نے شرکت کی جبکہ عالمی برادری نے اس پیش رفت کا خیرمقدم کیا ہے۔ [384,885,443,969]
article-text: عالمی سطح پر پاکستان کی کامیاب سفارت کاری کے نتیجے میں امریکہ اور ایران کے درمیان جنگ بندی کا اعلان کر دیا گیا ہے اور اس سلسلے میں وزیراعظم پاکستان نے دونوں ممالک کی قیادت سے رابطے کیے۔ ذرائع کے مطابق فیلڈ مارشل نے بھی اس عمل میں کلیدی کردار ادا کیا اور خطے میں امن کے قیام کے لیے مسلسل کوششیں جاری رکھیں۔ دفتر خارجہ کے ترجمان نے کہا کہ پاکستان ہمیشہ سے تنازعات کے پرامن حل کا حامی رہا ہے اور آئندہ بھی اپنا کردار ادا کرتا رہے گا۔ اسلام آباد میں ہونے والے مذاکرات میں دونوں فریقین کے نمائندوں نے شرکت کی جبکہ عالمی برادری نے اس پیش رفت کا خیرمقدم کیا ہے۔ [511,458,572,543]
article-text: عالمی سطح پر پاکستان کی کامیاب سفارت کاری کے نتیجے میں امریکہ اور ایران کے درمیان جنگ بندی کا اعلان کر دیا گیا ہے اور اس سلسلے میں وزیراعظم پاکستان نے دونوں ممالک کی قیادت سے رابطے کیے۔ ذرائع کے مطابق فیلڈ مارشل نے بھی اس عمل میں کلیدی کردار ادا کیا اور خطے میں امن کے قیام کے لیے مسلسل کوششیں جاری رکھیں۔ دفتر خارجہ کے ترجمان نے کہا کہ پاکستان ہمیشہ سے تنازعات کے پرامن حل کا حامی رہا ہے اور آئندہ بھی اپنا کردار ادا کرتا رہے گا۔ اسلام آباد میں ہونے والے مذاکرات میں دونوں فریقین کے نمائندوں نے شرکت کی جبکہ عالمی برادری نے اس پیش رفت کا خیرمقدم کیا ہے۔ [511,116,572,201]
article-text: عالمی سطح پر پاکستان کی کامیاب سفارت کاری کے نتیجے میں امریکہ اور ایران کے درمیان جنگ بندی کا اعلان کر دیا گیا ہے اور اس سلسلے میں وزیراعظم پاکستان نے دونوں ممالک کی قیادت سے رابطے کیے۔ ذرائع کے مطابق فیلڈ مارشل نے بھی اس عمل میں کلیدی کردار ادا کیا اور خطے میں امن کے قیام کے لیے مسلسل کوششیں جاری رکھیں۔ دفتر خارجہ کے ترجمان نے کہا کہ پاکستان ہمیشہ سے تنازعات کے پرامن حل کا حامی رہا ہے اور آئندہ بھی اپنا کردار ادا کرتا رہے گا۔ اسلام آباد میں ہونے والے مذاکرات میں دونوں فریقین کے نمائندوں نے شرکت کی جبکہ عالمی برادری نے اس پیش رفت کا خیرمقدم کیا ہے۔ [511,714,572,798]
article-text: عالمی سطح پر پاکستان کی کامیاب سفارت کاری کے نتیجے میں امریکہ اور ایران کے درمیان جنگ بندی کا اعلان کر دیا گیا ہے اور اس سلسلے میں وزیراعظم پاکستان نے دونوں ممالک کی قیادت سے رابطے کیے۔ ذرائع کے مطابق فیلڈ مارشل نے بھی اس عمل میں کلیدی کردار ادا کیا اور خطے میں امن کے قیام کے لیے مسلسل کوششیں جاری رکھیں۔ دفتر خارجہ کے ترجمان نے کہا کہ پاکستان ہمیشہ سے تنازعات کے پرامن حل کا حامی رہا ہے اور آئندہ بھی اپنا کردار ادا کرتا رہے گا۔ اسلام آباد میں ہونے والے مذاکرات میں دونوں فریقین کے نمائندوں نے شرکت کی جبکہ عالمی برادری نے اس پیش رفت کا خیرمقدم کیا ہے۔ [256,572,316,656]
court-notice: عدالت عالیہ سندھ کراچی میں دائر درخواست کے سلسلے میں فریق کو مطلع کیا جاتا ہے کہ وہ مقررہ تاریخ پر بذات خود یا بذریعہ وکیل حاضر ہو کر جواب داخل کریں بصورت دیگر کارروائی یکطرفہ عمل میں لائی جائے گی۔ بحکم عدالت سینئر سول جج کراچی۔ [66,510,125,544]
article-text: عالمی سطح پر پاکستان کی کامیاب سفارت کاری کے نتیجے میں امریکہ اور ایران کے درمیان جنگ بندی کا اعلان کر دیا گیا ہے اور اس سلسلے میں وزیراعظم پاکستان نے دونوں ممالک کی قیادت سے رابطے کیے۔ ذرائع کے مطابق فیلڈ مارشل نے بھی اس عمل میں کلیدی کردار ادا کیا اور خطے میں امن کے قیام کے لیے مسلسل کوششیں جاری رکھیں۔ دفتر خارجہ کے ترجمان نے کہا کہ پاکستان ہمیشہ سے تنازعات کے پرامن حل کا حامی رہا ہے اور آئندہ بھی اپنا کردار ادا کرتا رہے گا۔ اسلام آباد میں ہونے والے مذاکرات میں دونوں فریقین کے نمائندوں نے شرکت کی جبکہ عالمی برادری نے اس پیش رفت کا خیرمقدم کیا ہے۔ [384,373,443,457]
court-notice: عدالت عالیہ سندھ کراچی میں دائر درخواست کے سلسلے میں فریق کو مطلع کیا جاتا ہے کہ وہ مقررہ تاریخ پر بذات خود یا بذریعہ وکیل حاضر ہو کر جواب داخل کریں بصورت دیگر کارروائی یکطرفہ عمل میں لائی جائے گی۔ بحکم عدالت سینئر سول جج کراچی۔ [2,368,61,402]
court-notice: عدالت عالیہ سندھ کراچی میں دائر درخواست کے سلسلے میں فریق کو مطلع کیا جاتا ہے کہ وہ مقررہ تاریخ پر بذات خود یا بذریعہ وکیل حاضر ہو کر جواب داخل کریں بصورت دیگر کارروائی یکطرفہ عمل میں لائی جائے گی۔ بحکم عدالت سینئر سول جج کراچی۔ [66,432,125,467]
serial-heading [384,1313,443,1324]
article-text: عالمی سطح پر پاکستان کی کامیاب سفارت کاری کے نتیجے میں امریکہ اور ایران کے درمیان جنگ بندی کا اعلان کر دیا گیا ہے اور اس سلسلے میں وزیراعظم پاکستان نے دونوں ممالک کی قیادت سے رابطے کیے۔ ذرائع کے مطابق فیلڈ مارشل نے بھی اس عمل میں کلیدی کردار ادا کیا اور خطے میں امن کے قیام کے لیے مسلسل کوششیں جاری رکھیں۔ دفتر خارجہ کے ترجمان نے کہا کہ پاکستان ہمیشہ سے تنازعات کے پرامن حل کا حامی رہا ہے اور آئندہ بھی اپنا کردار ادا کرتا رہے گا۔ اسلام آباد میں ہونے والے مذاکرات میں دونوں فریقین کے نمائندوں نے شرکت کی جبکہ عالمی برادری نے اس پیش رفت کا خیرمقدم کیا ہے۔ [256,1965,316,2050]
article-text: عالمی سطح پر پاکستان کی کامیاب سفارت کاری کے نتیجے میں امریکہ اور ایران کے درمیان جنگ بندی کا اعلان کر دیا گیا ہے اور اس سلسلے میں وزیراعظم پاکستان نے دونوں ممالک کی قیادت سے رابطے کیے۔ ذرائع کے مطابق فیلڈ مارشل نے بھی اس عمل میں کلیدی کردار ادا کیا اور خطے میں امن کے قیام کے لیے مسلسل کوششیں جاری رکھیں۔ دفتر خارجہ کے ترجمان نے کہا کہ پاکستان ہمیشہ سے تنازعات کے پرامن حل کا حامی رہا ہے اور آئندہ بھی اپنا کردار ادا کرتا رہے گا۔ اسلام آباد میں ہونے والے مذاکرات میں دونوں فریقین کے نمائندوں نے شرکت کی جبکہ عالمی برادری نے اس پیش رفت کا خیرمقدم کیا ہے۔ [384,1525,443,1609]
article-text: عالمی سطح پر پاکستان کی کامیاب سفارت کاری کے نتیجے میں امریکہ اور ایران کے درمیان جنگ بندی کا اعلان کر دیا گیا ہے اور اس سلسلے میں وزیراعظم پاکستان نے دونوں ممالک کی قیادت سے رابطے کیے۔ ذرائع کے مطابق فیلڈ مارشل نے بھی اس عمل میں کلیدی کردار ادا کیا اور خطے میں امن کے قیام کے لیے مسلسل کوششیں جاری رکھیں۔ دفتر خارجہ کے ترجمان نے کہا کہ پاکستان ہمیشہ سے تنازعات کے پرامن حل کا حامی رہا ہے اور آئندہ بھی اپنا کردار ادا کرتا رہے گا۔ اسلام آباد میں ہونے والے مذاکرات میں دونوں فریقین کے نمائندوں نے شرکت کی جبکہ عالمی برادری نے اس پیش رفت کا خیرمقدم کیا ہے۔ [193,287,252,372]
serial-heading [511,19,572,29]
article-text: عالمی سطح پر پاکستان کی کامیاب سفارت کاری کے نتیجے میں امریکہ اور ایران کے درمیان جنگ بندی کا اعلان کر دیا گیا ہے اور اس سلسلے میں وزیراعظم پاکستان نے دونوں ممالک کی قیادت سے رابطے کیے۔ ذرائع کے مطابق فیلڈ مارشل نے بھی اس عمل میں کلیدی کردار ادا کیا اور خطے میں امن کے قیام کے لیے مسلسل کوششیں جاری رکھیں۔ دفتر خارجہ کے ترجمان نے کہا کہ پاکستان ہمیشہ سے تنازعات کے پرامن حل کا حامی رہا ہے اور آئندہ بھی اپنا کردار ادا کرتا رہے گا۔ اسلام آباد میں ہونے والے مذاکرات میں دونوں فریقین کے نمائندوں نے شرکت کی جبکہ عالمی برادری نے اس پیش رفت کا خیرمقدم کیا ہے۔ [129,785,189,869]
article-text: عالمی سطح پر پاکستان کی کامیاب سفارت کاری کے نتیجے میں امریکہ اور ایران کے درمیان جنگ بندی کا اعلان کر دیا گیا ہے اور اس سلسلے میں وزیراعظم پاکستان نے دونوں ممالک کی قیادت سے رابطے کیے۔ ذرائع کے مطابق فیلڈ مارشل نے بھی اس عمل میں کلیدی کردار ادا کیا اور خطے میں امن کے قیام کے لیے مسلسل کوششیں جاری رکھیں۔ دفتر خارجہ کے ترجمان نے کہا کہ پاکستان ہمیشہ سے تنازعات کے پرامن حل کا حامی رہا ہے اور آئندہ بھی اپنا کردار ادا کرتا رہے گا۔ اسلام آباد میں ہونے والے مذاکرات میں دونوں فریقین کے نمائندوں نے شرکت کی جبکہ عالمی برادری نے اس پیش رفت کا خیرمقدم کیا ہے۔ [256,2236,316,2320]
article-text: عالمی سطح پر پاکستان کی کامیاب سفارت کاری کے نتیجے میں امریکہ اور ایران کے درمیان جنگ بندی کا اعلان کر دیا گیا ہے اور اس سلسلے میں وزیراعظم پاکستان نے دونوں ممالک کی قیادت سے رابطے کیے۔ ذرائع کے مطابق فیلڈ مارشل نے بھی اس عمل میں کلیدی کردار ادا کیا اور خطے میں امن کے قیام کے لیے مسلسل کوششیں جاری رکھیں۔ دفتر خارجہ کے ترجمان نے کہا کہ پاکستان ہمیشہ سے تنازعات کے پرامن حل کا حامی رہا ہے اور آئندہ بھی اپنا کردار ادا کرتا رہے گا۔ اسلام آباد میں ہونے والے مذاکرات میں دونوں فریقین کے نمائندوں نے شرکت کی جبکہ عالمی برادری نے اس پیش رفت کا خیرمقدم کیا ہے۔ [193,1198,252,1282]
serial-number: جمبر 24 [223,1883,251,1892]
article-text: عالمی سطح پر پاکستان کی کامیاب سفارت کاری کے نتیجے میں امریکہ اور ایران کے درمیان جنگ بندی کا اعلان کر دیا گیا ہے اور اس سلسلے میں وزیراعظم پاکستان نے دونوں ممالک کی قیادت سے رابطے کیے۔ ذرائع کے مطابق فیلڈ مارشل نے بھی اس عمل میں کلیدی کردار ادا کیا اور خطے میں امن کے قیام کے لیے مسلسل کوششیں جاری رکھیں۔ دفتر خارجہ کے ترجمان نے کہا کہ پاکستان ہمیشہ سے تنازعات کے پرامن حل کا حامی رہا ہے اور آئندہ بھی اپنا کردار ادا کرتا رہے گا۔ اسلام آباد میں ہونے والے مذاکرات میں دونوں فریقین کے نمائندوں نے شرکت کی جبکہ عالمی برادری نے اس پیش رفت کا خیرمقدم کیا ہے۔ [511,1482,572,1566]
article-text: عالمی سطح پر پاکستان کی کامیاب سفارت کاری کے نتیجے میں امریکہ اور ایران کے درمیان جنگ بندی کا اعلان کر دیا گیا ہے اور اس سلسلے میں وزیراعظم پاکستان نے دونوں ممالک کی قیادت سے رابطے کیے۔ ذرائع کے مطابق فیلڈ مارشل نے بھی اس عمل میں کلیدی کردار ادا کیا اور خطے میں امن کے قیام کے لیے مسلسل کوششیں جاری رکھیں۔ دفتر خارجہ کے ترجمان نے کہا کہ پاکستان ہمیشہ سے تنازعات کے پرامن حل کا حامی رہا ہے اور آئندہ بھی اپنا کردار ادا کرتا رہے گا۔ اسلام آباد میں ہونے والے مذاکرات میں دونوں فریقین کے نمائندوں نے شرکت کی جبکہ عالمی برادری نے اس پیش رفت کا خیرمقدم کیا ہے۔ [129,1894,189,1978]
serial-label: جہاز [266,562,277,568]
article-text: عالمی سطح پر پاکستان کی کامیاب سفارت کاری کے نتیجے میں امریکہ اور ایران کے درمیان جنگ بندی کا اعلان کر دیا گیا ہے اور اس سلسلے میں وزیراعظم پاکستان نے دونوں ممالک کی قیادت سے رابطے کیے۔ ذرائع کے مطابق فیلڈ مارشل نے بھی اس عمل میں کلیدی کردار ادا کیا اور خطے میں امن کے قیام کے لیے مسلسل کوششیں جاری رکھیں۔ دفتر خارجہ کے ترجمان نے کہا کہ پاکستان ہمیشہ سے تنازعات کے پرامن حل کا حامی رہا ہے اور آئندہ بھی اپنا کردار ادا کرتا رہے گا۔ اسلام آباد میں ہونے والے مذاکرات میں دونوں فریقین کے نمائندوں نے شرکت کی جبکہ عالمی برادری نے اس پیش رفت کا خیرمقدم کیا ہے۔ [193,1795,252,1879]
article-text: عالمی سطح پر پاکستان کی کامیاب سفارت کاری کے نتیجے میں امریکہ اور ایران کے درمیان جنگ بندی کا اعلان کر دیا گیا ہے اور اس سلسلے میں وزیراعظم پاکستان نے دونوں ممالک کی قیادت سے رابطے کیے۔ ذرائع کے مطابق فیلڈ مارشل نے بھی اس عمل میں کلیدی کردار ادا کیا اور خطے میں امن کے قیام کے لیے مسلسل کوششیں جاری رکھیں۔ دفتر خارجہ کے ترجمان نے کہا کہ پاکستان ہمیشہ سے تنازعات کے پرامن حل کا حامی رہا ہے اور آئندہ بھی اپنا کردار ادا کرتا رہے گا۔ اسلام آباد میں ہونے والے مذاکرات میں دونوں فریقین کے نمائندوں نے شرکت کی جبکہ عالمی برادری نے اس پیش رفت کا خیرمقدم کیا ہے۔ [256,1183,316,1268]
serial-number: جمبر 8 [418,2139,443,2148]
article-text: عالمی سطح پر پاکستان کی کامیاب سفارت کاری کے نتیجے میں امریکہ اور ایران کے درمیان جنگ بندی کا اعلان کر دیا گیا ہے اور اس سلسلے میں وزیراعظم پاکستان نے دونوں ممالک کی قیادت سے رابطے کیے۔ ذرائع کے مطابق فیلڈ مارشل نے بھی اس عمل میں کلیدی کردار ادا کیا اور خطے میں امن کے قیام کے لیے مسلسل کوششیں جاری رکھیں۔ دفتر خارجہ کے ترجمان نے کہا کہ پاکستان ہمیشہ سے تنازعات کے پرامن حل کا حامی رہا ہے اور آئندہ بھی اپنا کردار ادا کرتا رہے گا۔ اسلام آباد میں ہونے والے مذاکرات میں دونوں فریقین کے نمائندوں نے شرکت کی جبکہ عالمی برادری نے اس پیش رفت کا خیرمقدم کیا ہے۔ [193,2250,252,2335]
article-text: عالمی سطح پر پاکستان کی کامیاب سفارت کاری کے نتیجے میں امریکہ اور ایران کے درمیان جنگ بندی کا اعلان کر دیا گیا ہے اور اس سلسلے میں وزیراعظم پاکستان نے دونوں ممالک کی قیادت سے رابطے کیے۔ ذرائع کے مطابق فیلڈ مارشل نے بھی اس عمل میں کلیدی کردار ادا کیا اور خطے میں امن کے قیام کے لیے مسلسل کوششیں جاری رکھیں۔ دفتر خارجہ کے ترجمان نے کہا کہ پاکستان ہمیشہ سے تنازعات کے پرامن حل کا حامی رہا ہے اور آئندہ بھی اپنا کردار ادا کرتا رہے گا۔ اسلام آباد میں ہونے والے مذاکرات میں دونوں فریقین کے نمائندوں نے شرکت کی جبکہ عالمی برادری نے اس پیش رفت کا خیرمقدم کیا ہے۔ [511,1140,572,1225]
serial-heading [256,19,316,29]
article-text: عالمی سطح پر پاکستان کی کامیاب سفارت کاری کے نتیجے میں امریکہ اور ایران کے درمیان جنگ بندی کا اعلان کر دیا گیا ہے اور اس سلسلے میں وزیراعظم پاکستان نے دونوں ممالک کی قیادت سے رابطے کیے۔ ذرائع کے مطابق فیلڈ مارشل نے بھی اس عمل میں کلیدی کردار ادا کیا اور خطے میں امن کے قیام کے لیے مسلسل کوششیں جاری رکھیں۔ دفتر خارجہ کے ترجمان نے کہا کہ پاکستان ہمیشہ سے تنازعات کے پرامن حل کا حامی رہا ہے اور آئندہ بھی اپنا کردار ادا کرتا رہے گا۔ اسلام آباد میں ہونے والے مذاکرات میں دونوں فریقین کے نمائندوں نے شرکت کی جبکہ عالمی برادری نے اس پیش رفت کا خیرمقدم کیا ہے۔ [384,1325,443,1410]
article-text: عالمی سطح پر پاکستان کی کامیاب سفارت کاری کے نتیجے میں امریکہ اور ایران کے درمیان جنگ بندی کا اعلان کر دیا گیا ہے اور اس سلسلے میں وزیراعظم پاکستان نے دونوں ممالک کی قیادت سے رابطے کیے۔ ذرائع کے مطابق فیلڈ مارشل نے بھی اس عمل میں کلیدی کردار ادا کیا اور خطے میں امن کے قیام کے لیے مسلسل کوششیں جاری رکھیں۔ دفتر خارجہ کے ترجمان نے کہا کہ پاکستان ہمیشہ سے تنازعات کے پرامن حل کا حامی رہا ہے اور آئندہ بھی اپنا کردار ادا کرتا رہے گا۔ اسلام آباد میں ہونے والے مذاکرات میں دونوں فریقین کے نمائندوں نے شرکت کی جبکہ عالمی برادری نے اس پیش رفت کا خیرمقدم کیا ہے۔ [129,1126,189,1211]
article-text: عالمی سطح پر پاکستان کی کامیاب سفارت کاری کے نتیجے میں امریکہ اور ایران کے درمیان جنگ بندی کا اعلان کر دیا گیا ہے اور اس سلسلے میں وزیراعظم پاکستان نے دونوں ممالک کی قیادت سے رابطے کیے۔ ذرائع کے مطابق فیلڈ مارشل نے بھی اس عمل میں کلیدی کردار ادا کیا اور خطے میں امن کے قیام کے لیے مسلسل کوششیں جاری رکھیں۔ دفتر خارجہ کے ترجمان نے کہا کہ پاکستان ہمیشہ سے تنازعات کے پرامن حل کا حامی رہا ہے اور آئندہ بھی اپنا کردار ادا کرتا رہے گا۔ اسلام آباد میں ہونے والے مذاکرات میں دونوں فریقین کے نمائندوں نے شرکت کی جبکہ عالمی برادری نے اس پیش رفت کا خیرمقدم کیا ہے۔ [511,543,572,627]
court-notice: عدالت عالیہ سندھ کراچی میں دائر درخواست کے سلسلے میں فریق کو مطلع کیا جاتا ہے کہ وہ مقررہ تاریخ پر بذات خود یا بذریعہ وکیل حاضر ہو کر جواب داخل کریں بصورت دیگر کارروائی یکطرفہ عمل میں لائی جائے گی۔ بحکم عدالت سینئر سول جج کراچی۔ [66,393,125,428]
article-text: عالمی سطح پر پاکستان کی کامیاب سفارت کاری کے نتیجے میں امریکہ اور ایران کے درمیان جنگ بندی کا اعلان کر دیا گیا ہے اور اس سلسلے میں وزیراعظم پاکستان نے دونوں ممالک کی قیادت سے رابطے کیے۔ ذرائع کے مطابق فیلڈ مارشل نے بھی اس عمل میں کلیدی کردار ادا کیا اور خطے میں امن کے قیام کے لیے مسلسل کوششیں جاری رکھیں۔ دفتر خارجہ کے ترجمان نے کہا کہ پاکستان ہمیشہ سے تنازعات کے پرامن حل کا حامی رہا ہے اور آئندہ بھی اپنا کردار ادا کرتا رہے گا۔ اسلام آباد میں ہونے والے مذاکرات میں دونوں فریقین کے نمائندوں نے شرکت کی جبکہ عالمی برادری نے اس پیش رفت کا خیرمقدم کیا ہے۔ [384,970,443,1054]
article-text: عالمی سطح پر پاکستان کی کامیاب سفارت کاری کے نتیجے میں امریکہ اور ایران کے درمیان جنگ بندی کا اعلان کر دیا گیا ہے اور اس سلسلے میں وزیراعظم پاکستان نے دونوں ممالک کی قیادت سے رابطے کیے۔ ذرائع کے مطابق فیلڈ مارشل نے بھی اس عمل میں کلیدی کردار ادا کیا اور خطے میں امن کے قیام کے لیے مسلسل کوششیں جاری رکھیں۔ دفتر خارجہ کے ترجمان نے کہا کہ پاکستان ہمیشہ سے تنازعات کے پرامن حل کا حامی رہا ہے اور آئندہ بھی اپنا کردار ادا کرتا رہے گا۔ اسلام آباد میں ہونے والے مذاکرات میں دونوں فریقین کے نمائندوں نے شرکت کی جبکہ عالمی برادری نے اس پیش رفت کا خیرمقدم کیا ہے۔ [256,387,316,472]
serial-number: جمبر 22 [223,1001,251,1010]
article-text: عالمی سطح پر پاکستان کی کامیاب سفارت کاری کے نتیجے میں امریکہ اور ایران کے درمیان جنگ بندی کا اعلان کر دیا گیا ہے اور اس سلسلے میں وزیراعظم پاکستان نے دونوں ممالک کی قیادت سے رابطے کیے۔ ذرائع کے مطابق فیلڈ مارشل نے بھی اس عمل میں کلیدی کردار ادا کیا اور خطے میں امن کے قیام کے لیے مسلسل کوششیں جاری رکھیں۔ دفتر خارجہ کے ترجمان نے کہا کہ پاکستان ہمیشہ سے تنازعات کے پرامن حل کا حامی رہا ہے اور آئندہ بھی اپنا کردار ادا کرتا رہے گا۔ اسلام آباد میں ہونے والے مذاکرات میں دونوں فریقین کے نمائندوں نے شرکت کی جبکہ عالمی برادری نے اس پیش رفت کا خیرمقدم کیا ہے۔ [256,1881,316,1965]
article-text: عالمی سطح پر پاکستان کی کامیاب سفارت کاری کے نتیجے میں امریکہ اور ایران کے درمیان جنگ بندی کا اعلان کر دیا گیا ہے اور اس سلسلے میں وزیراعظم پاکستان نے دونوں ممالک کی قیادت سے رابطے کیے۔ ذرائع کے مطابق فیلڈ مارشل نے بھی اس عمل میں کلیدی کردار ادا کیا اور خطے میں امن کے قیام کے لیے مسلسل کوششیں جاری رکھیں۔ دفتر خارجہ کے ترجمان نے کہا کہ پاکستان ہمیشہ سے تنازعات کے پرامن حل کا حامی رہا ہے اور آئندہ بھی اپنا کردار ادا کرتا رہے گا۔ اسلام آباد میں ہونے والے مذاکرات میں دونوں فریقین کے نمائندوں نے شرکت کی جبکہ عالمی برادری نے اس پیش رفت کا خیرمقدم کیا ہے۔ [193,2150,252,2235]
article-text: عالمی سطح پر پاکستان کی کامیاب سفارت کاری کے نتیجے میں امریکہ اور ایران کے درمیان جنگ بندی کا اعلان کر دیا گیا ہے اور اس سلسلے میں وزیراعظم پاکستان نے دونوں ممالک کی قیادت سے رابطے کیے۔ ذرائع کے مطابق فیلڈ مارشل نے بھی اس عمل میں کلیدی کردار ادا کیا اور خطے میں امن کے قیام کے لیے مسلسل کوششیں جاری رکھیں۔ دفتر خارجہ کے ترجمان نے کہا کہ پاکستان ہمیشہ سے تنازعات کے پرامن حل کا حامی رہا ہے اور آئندہ بھی اپنا کردار ادا کرتا رہے گا۔ اسلام آباد میں ہونے والے مذاکرات میں دونوں فریقین کے نمائندوں نے شرکت کی جبکہ عالمی برادری نے اس پیش رفت کا خیرمقدم کیا ہے۔ [129,444,189,528]
article-text: عالمی سطح پر پاکستان کی کامیاب سفارت کاری کے نتیجے میں امریکہ اور ایران کے درمیان جنگ بندی کا اعلان کر دیا گیا ہے اور اس سلسلے میں وزیراعظم پاکستان نے دونوں ممالک کی قیادت سے رابطے کیے۔ ذرائع کے مطابق فیلڈ مارشل نے بھی اس عمل میں کلیدی کردار ادا کیا اور خطے میں امن کے قیام کے لیے مسلسل کوششیں جاری رکھیں۔ دفتر خارجہ کے ترجمان نے کہا کہ پاکستان ہمیشہ سے تنازعات کے پرامن حل کا حامی رہا ہے اور آئندہ بھی اپنا کردار ادا کرتا رہے گا۔ اسلام آباد میں ہونے والے مذاکرات میں دونوں فریقین کے نمائندوں نے شرکت کی جبکہ عالمی برادری نے اس پیش رفت کا خیرمقدم کیا ہے۔ [511,2420,572,2504]
notice-signature: STF [66,312,73,316]
column-3 [382,17,446,2406]
article-text: عالمی سطح پر پاکستان کی کامیاب سفارت کاری کے نتیجے میں امریکہ اور ایران کے درمیان جنگ بندی کا اعلان کر دیا گیا ہے اور اس سلسلے میں وزیراعظم پاکستان نے دونوں ممالک کی قیادت سے رابطے کیے۔ ذرائع کے مطابق فیلڈ مارشل نے بھی اس عمل میں کلیدی کردار ادا کیا اور خطے میں امن کے قیام کے لیے مسلسل کوششیں جاری رکھیں۔ دفتر خارجہ کے ترجمان نے کہا کہ پاکستان ہمیشہ سے تنازعات کے پرامن حل کا حامی رہا ہے اور آئندہ بھی اپنا کردار ادا کرتا رہے گا۔ اسلام آباد میں ہونے والے مذاکرات میں دونوں فریقین کے نمائندوں نے شرکت کی جبکہ عالمی برادری نے اس پیش رفت کا خیرمقدم کیا ہے۔ [129,2491,189,2575]
classified-booking: اشتہارات کی بکنگ کے لیے رابطہ کریں [15,50,112,56]
article-text: عالمی سطح پر پاکستان کی کامیاب سفارت کاری کے نتیجے میں امریکہ اور ایران کے درمیان جنگ بندی کا اعلان کر دیا گیا ہے اور اس سلسلے میں وزیراعظم پاکستان نے دونوں ممالک کی قیادت سے رابطے کیے۔ ذرائع کے مطابق فیلڈ مارشل نے بھی اس عمل میں کلیدی کردار ادا کیا اور خطے میں امن کے قیام کے لیے مسلسل کوششیں جاری رکھیں۔ دفتر خارجہ کے ترجمان نے کہا کہ پاکستان ہمیشہ سے تنازعات کے پرامن حل کا حامی رہا ہے اور آئندہ بھی اپنا کردار ادا کرتا رہے گا۔ اسلام آباد میں ہونے والے مذاکرات میں دونوں فریقین کے نمائندوں نے شرکت کی جبکہ عالمی برادری نے اس پیش رفت کا خیرمقدم کیا ہے۔ [320,278,380,362]
article-text: عالمی سطح پر پاکستان کی کامیاب سفارت کاری کے نتیجے میں امریکہ اور ایران کے درمیان جنگ بندی کا اعلان کر دیا گیا ہے اور اس سلسلے میں وزیراعظم پاکستان نے دونوں ممالک کی قیادت سے رابطے کیے۔ ذرائع کے مطابق فیلڈ مارشل نے بھی اس عمل میں کلیدی کردار ادا کیا اور خطے میں امن کے قیام کے لیے مسلسل کوششیں جاری رکھیں۔ دفتر خارجہ کے ترجمان نے کہا کہ پاکستان ہمیشہ سے تنازعات کے پرامن حل کا حامی رہا ہے اور آئندہ بھی اپنا کردار ادا کرتا رہے گا۔ اسلام آباد میں ہونے والے مذاکرات میں دونوں فریقین کے نمائندوں نے شرکت کی جبکہ عالمی برادری نے اس پیش رفت کا خیرمقدم کیا ہے۔ [256,472,316,557]
serial-heading [320,1238,380,1248]
serial-number: جمبر 18 [287,2224,315,2233]
notice-signature: STF [66,118,73,122]
serial-number: جمبر 2 [481,1385,507,1394]
article-text: عالمی سطح پر پاکستان کی کامیاب سفارت کاری کے نتیجے میں امریکہ اور ایران کے درمیان جنگ بندی کا اعلان کر دیا گیا ہے اور اس سلسلے میں وزیراعظم پاکستان نے دونوں ممالک کی قیادت سے رابطے کیے۔ ذرائع کے مطابق فیلڈ مارشل نے بھی اس عمل میں کلیدی کردار ادا کیا اور خطے میں امن کے قیام کے لیے مسلسل کوششیں جاری رکھیں۔ دفتر خارجہ کے ترجمان نے کہا کہ پاکستان ہمیشہ سے تنازعات کے پرامن حل کا حامی رہا ہے اور آئندہ بھی اپنا کردار ادا کرتا رہے گا۔ اسلام آباد میں ہونے والے مذاکرات میں دونوں فریقین کے نمائندوں نے شرکت کی جبکہ عالمی برادری نے اس پیش رفت کا خیرمقدم کیا ہے۔ [129,2064,189,2149]
article-text: عالمی سطح پر پاکستان کی کامیاب سفارت کاری کے نتیجے میں امریکہ اور ایران کے درمیان جنگ بندی کا اعلان کر دیا گیا ہے اور اس سلسلے میں وزیراعظم پاکستان نے دونوں ممالک کی قیادت سے رابطے کیے۔ ذرائع کے مطابق فیلڈ مارشل نے بھی اس عمل میں کلیدی کردار ادا کیا اور خطے میں امن کے قیام کے لیے مسلسل کوششیں جاری رکھیں۔ دفتر خارجہ کے ترجمان نے کہا کہ پاکستان ہمیشہ سے تنازعات کے پرامن حل کا حامی رہا ہے اور آئندہ بھی اپنا کردار ادا کرتا رہے گا۔ اسلام آباد میں ہونے والے مذاکرات میں دونوں فریقین کے نمائندوں نے شرکت کی جبکہ عالمی برادری نے اس پیش رفت کا خیرمقدم کیا ہے۔ [320,2301,380,2385]
article-text: عالمی سطح پر پاکستان کی کامیاب سفارت کاری کے نتیجے میں امریکہ اور ایران کے درمیان جنگ بندی کا اعلان کر دیا گیا ہے اور اس سلسلے میں وزیراعظم پاکستان نے دونوں ممالک کی قیادت سے رابطے کیے۔ ذرائع کے مطابق فیلڈ مارشل نے بھی اس عمل میں کلیدی کردار ادا کیا اور خطے میں امن کے قیام کے لیے مسلسل کوششیں جاری رکھیں۔ دفتر خارجہ کے ترجمان نے کہا کہ پاکستان ہمیشہ سے تنازعات کے پرامن حل کا حامی رہا ہے اور آئندہ بھی اپنا کردار ادا کرتا رہے گا۔ اسلام آباد میں ہونے والے مذاکرات میں دونوں فریقین کے نمائندوں نے شرکت کی جبکہ عالمی برادری نے اس پیش رفت کا خیرمقدم کیا ہے۔ [129,700,189,784]
serial-heading [193,815,252,826]
